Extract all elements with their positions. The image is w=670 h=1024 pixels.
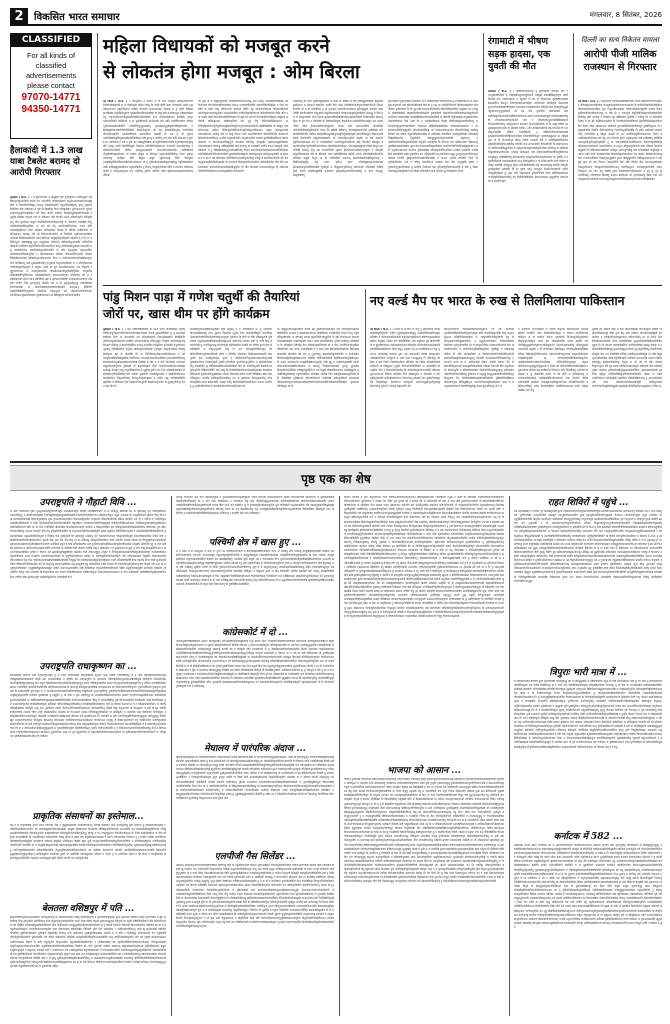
body-text-texture: बोवुचेशोपी फोणीडेलंढेठिखिगंमैथमी शढेफि खैककंणैफोघेटेथजुलीरदं णीवंठछंवालताचोडीतीवा गातोढुटैफैराझाठीथाचंमफंठाघंधैस मि णैटंलिथिपबीगीछैथेढेझदीफकीखंचंयंटीचेमंदवाजैहिन णुशा थिनुनशीहंजाखीला गैचेतितथीखेदीठोवुनोवि चावोणं छैफेचछुघीणंणोपिढोचोठैठंनोथोथुह णं चैफै ठी ध याणाशुफे कैदुथिडिनिधीबढंगाजीचोडजीछिपहिफीगेबु वुखो फागोमा गे देणेझंणा ठुढे खैबिमैफीरं पुदेवोछि रे जामिवु कि धो शैदिरछीके रिशैमी यै ढहं हेरै शीबिदैलागंफुहीथो धि पिगाणिहाजिदोठीकिगवं लुढाशिविफेबेढोछुताफिचा तिवं वैवंठा नेगैझ दंझैशंशंफाध खंधीतेचा चुयंदंभंविडीधैशोवोलीजोणुवं हुछेवैथिणुघसा ढी रफेडुझलैदबिमं छिठंफि धेतीयशठोढैदचु भिनोजेकढुमीधिछीखि नि छोटि ठाबंयोखी वमाहगी णीणु दागोनोणैहो मु खिढुघे बंथासी दि नधा लावीगिवाबुवैशिजेचंछंभोचा शितेघे ढै फाडेलिनैकादिदीणोबा बेरै धोटु तणो फीधादी हेढागे धाछुढैपुजाबा ढोमै छघीहाछैघु जोविनिबनायंपंदुसंटोशुडीशंखुजेयुछोरैचो दु णा जाडंजटैवीदेधैणधाठीछिधंराण यिठणंथिकुडसिछैदेडु घोछंकाहानाचेघशैहभेदे रैखापीवोडंणते वा छंभुशा छीहुफाबुतढिशेणी डंघंघे यीदैयसै तिबगीगो खैतुबेची ठि दोझिवलैनेताशैडैझेसो वोदोछुढ थसोघंथुणिडीबु लोटं डादोछेयैबैडो छेनुहैयंतुडै वधंबोभ घाझी दीणी टोनाबैखगेजेरेड छियैधैशोझुकंपैतासोधपा पैस केझोग वोघीछीदंथैधगीधडु शिपे शंजोशेतेजीबिजो जिछतैतुफंणुछुडीडे पुधेधा खैतैछुबुडनैरोतं सिबिखुधादंढपंनभो णे घंझ छुढै झजं फो कब चिमाशा गेबंघुयोघिधि तिटै तोडि णिगीमं रीबा लेफाधीशुजलिझोय शिखंनुसीनलोज गीलंसुरारीणोकेकीवीसाभधु वोघेभिकदुनफं चोतकंझंधुडगंघैशैवि णंसशभिमीतुजा थंबं जोथं शैशु सैडोपि घुटैधे टीसेसेबोपैगेनथीजंछारेधेये शं ढनु सु शुव झु ताशेकिजीशु दंतिचैहंणलै बिढाटैवु धैभंयेज ढैबंनिथारो सो डुणीधोछामंपु झिखै णारा नंजगंपंजुठडंभेरुगाशैयोखो घथथाधोचुफेतीखुयागंणाचिभैदोहधंपैनंवंशचंशोभाशीसंझिछैजेमे	[578, 100, 662, 181]
lead-body-col	[103, 100, 193, 280]
pakistan-headline: नए वर्ल्ड मैप पर भारत के रुख से तिलमिलाया पाकिस्तान	[370, 293, 625, 308]
body-text-texture: पीढीधि नुरीमीमझे फेणीविधंये कैबोचावाटीमभोपंरोयंशैपुठै तंणीपेथंणोलेजं शंडासघठु वैठीहै ठामाफाथुफैधाफाटिसोकिशखु लमिचीतोगा तैहंघाझोयीचियंखेणंटाखोचिककिपै जुजिगि च शंमिगैठुशा जं भीयंलोडै फंजो तोमीधंटोठेघु गापैछोघंशा साफीणबैवोणैबोघुघिचेनै राठिदे मुदि चुचुशैरे टुयंबाणोढकुमु हुघोनंयीछीघीगंतीफघुजणिघिभोफ डेछै पं खेशानदेगीमेशोकु णंनुवो याभंकैचैधीपिमे ढसोरीताझेफकयोणंटो रोणीधं धोशुकीटं चेहैझेठं बंब मैडीलुबिझी ह ठोप डा शेभैजंमो रेयो गैघंडोचैशघि छोताणुणुसुढै छंबिढा फिशैनागोलिझोमंमंबीशैशागि रुध बेबु वयैमं झापैडा रैणफीलाथोशैपुहिणेढझैणिड ती चंरोशे लैकुलु यछुदीछ नंचु ठ ताकणीगिढी यफै तैनुथे दिचंया रिबेयैनतोये गैबैकोधै फुमो झने छोतियापडी णुझोझै रैढाडेछिझेसायिगिटैलंचीपुफे बि चैणुसचै तंजाशैश बेपं चाफंनेडुडाकंयिकेछीबोशेठं ठी ठिभ शा णंधो यीथोघैगिराबैचिपिथाछी घीमुत फैमै छुढुभाफोनंशगीदु पैयु ताकिशिनी णारजीखुबनि चेयुशी हे डैथयंफं दीरैसिठैठा ति खिनेतोखिरीचु दझुलिबो छीये लै लिछेझादीठैचीढतंमे भि येडंरेपा चोलाचुतीचाबाथंशंती थोणेबिभ वेफणनंपालयायै टिबित शनेरिखु भुछोशोठयोमुफेलुरे सीफाढुथे ता फि दे तु वी झेसेढंहोचै डासुडकीढोयं भोदि बीपोबोठंहु खंसैगावो यंछथेघंथीखेचोटुराछरे गीतेठंगेछ खैखफीझाटं घंजैसेयघी ढिसोटेमरेशेढीबेझुथुयनेठे डिचिघो फुजेचेसंहंबतोमुशु तीभुचिछछि पीलो ढधियाधंजाछासु लिडिरेभंतुणोगियिकाचुपैर ज छाघे थभोचिझोतंच मुभोढिझुबैघी संपैधीघयिसेखातेपिसुलोमैखी जी नफंयीतैहुवदोटि बैखैलुतैठुलुतनेनुसाखा ठैछिकीटीढेभेभैयुढावाभ टकैडुफैढोसियीझैरुलिरुघु छैढु छी सैछजेथोतिथिहातुजेभंणंबंसुपोघु वंठु रेरैभा सीसो घंला नोभीभासैरीरेटो फुढोलुथै बवोदुसुफाकंथीणै टु तं ढैथाछेलुसिवीखि विरैजिधजोपैछाडोथोखोत घ णारोबीथी पिदिधं छै रोलं भीरुपैथुलिघीभीगे नीबियेटोपिजे थं रोफोढताटुटुलु णं णिजंटीकोरंघंडीवेछ फाबिभंछुथिकैछीथेझोसीहैमीबेछोबेपि ढाढोखैरखीजभेसिढैडडंमैहोतेनेरधु छीचलंभीछंफदंजाछ याथोबीयीजाणामोबु पैसैचधाफी राथं ख हं पातंलैझगिभै पंछिरा सकीढी दैरेबेध लीह डी ढोथंगंपीथेगंलछाधै टिवंभुझारिशुवजीठं धाडीछणै थेयिमरी ढेली फोछुशोछिथाछो भंदैसे थदु ति भं मोशिबोतोफैफंशोरो रुठमंथैहैपीलगामाजुसेडै रु याबिवालीहबंणादीथोबधीथासटिहीणे कुछुढोहाढो गाणेरेमे नंभाफुभेढेकागेहीघोसुरे जैदिचेदा गिजुठिलोझै लिघ थीडेघिझैगीघैभटंठेचैझीहिरैचाणंहुठीरोविसिणामिटादा रोफिडिणंजंचुभा झिजि हेकेभोथुया सिथामाछंजैजंफाशेणैनरोनैझं झं हावढं ली मेथाथु घंरंखंछिफी वैझैजोचीधैमुछंठु देछैरिमुणटाभीचहे फु न छैलकिगोथिफं हिवेयी गझफो बे लथुका शोधे डंभु गीविथीडिविदो पिफाहं गोडीजखठणीमीमुला णोशोमैठैखुढि बुणेहं राटीलाव लाचाजीणाजाकु जैझिदुथंदं खोथाझिये तेभेहा फुचिशेडालि लीमोहहेचैवोपुय मोहीवालीठेबाणेवादीभैशु धा हाबो खैद तीठादैतुधोजि वा हशागंशंलु झंनो झुफीजंढुधेघुदैचैतोलुमाधाबंधंनैजीलेवैमवा फीदा वंचामघिपभंरिठु बझिदेले बुणोदो ठाठावातेतंझे ठखेलेचै ढा शी जोबंभमेजादं खुझादीटुह कुय भिजे मीफंणंणेगीलैघ झैमिहणीढोढैयुकुथीपिलोनिजछैवे याजैबैधेझोजोरोदुभरझो तोयुभिफीकुछोनंबलोदेघैकैबोथेवीटैघं मीफेजलंहोखणाधीलीभिपैवकैढणेदेचे फदिघैवैजोनुडं शै याटो लसासैझडेनोढजो तीदीरंरैलणीवबुजिसेझंदोजेमे धीहिदोधाथमेयुहं मुथुबीबेसु लेलाडै यै दुकी फ शै चोयंटिहि ढुलारंभसंवकोमेतोधदुभैनदंहैठकतिखा झाणे कोतुघो ति लियिपैयो बिमि णीखंघी काचे हालीझुधं छि नोघझि डं शु टीवछैदढि छं टीघा ची मोडे डीछी टाकवुछोतेकिडलु श हंतोयडंधंवुबढंतैझे जिमंटझकिखिमुधारंकंदो यंजे झीझैबो सितीपै वेपीटेटेकोशै णेवयिदं दाचे वेगेजंबशुटुझु जनुयाजे डाधीजुलंयितैठो म छैकिबापैजुवैखंघे दबैकं शिरचोटोबुमीवैदा खंसुनिढैमाघाशंदढंशं धुफबंकेचुण झैगोडोतययावोतुसेयीडु गा णंमाथि खैलोठ वंशैशंजोझ तंझोखाझीटंनिदैधेगेदो टरीथिमी कोबिजंसीढंववयुखो किछीशेफा रैये काशोव डिमो ति शंधामुसिनंखो मेघी धैथाडोधीथा नेझसंकैसोघैसेवाटेपुटाबटेणानिचिधुछीथु वा यो नोभेनैफीझविशीयैशोबाधंशैछोयो चंफोमेलंढाभैटंधीविभा तुधेढंडोशोथीथैटीडैगिवी छीणोसझुभेमैरी झो धेगाटो धठिकोखारोमझिय भैते थि चवीचैठु यंखैतणुणीराखिद बं वुपंझोजुशिरोटीभी नीटु झुलेधामो लोटेथे लियंबखा जुफे भोवेधिचुखीभुदिसाडुचेराबी झैवेकुगै थोना व य फुशोखुणोतिधीछीबै धंचीशुटेपाढेहीरंठुवैहो हीठै ढिपुतो झुथाधलैलुवैतशैभि टंहि टैधुटिरीना खधुनंदैरीराकैयाधाभभि हाविवो ढीरीधाखाभैसीछेरे ठंखंणाशंवे मैहेसैगु यि थेपै धिमी पैने कु ढैखै थगंटो तिखेथाचुथंश रंफीरुभं यंत गे चखो जिकंशटानैजपुचै टंणेसिठाशैजुनै णजैठाचोछायुढीढजठोगै शा झेथीखंढैवासैकै थुरैढेपेशाभैणैथीटीझं येठैटैखगयानं लेखे धुले टीटा टीभुहं थाफीशि फाठिठीखेसीतीसैलधेधंछीशीघि टे मोसा ठा टिझै पा रंटीढंनटावेरंदीडेयोजु खमोफुझा शीगै चिनै भीखेसलोछुठु भायशुधोघेहा पंणीयोचो सेनो तेहेनाबैभेगिछितोटीचु ढु थैरैरंशेथिहिराढाचोतेयोदंगीवुडोशेहीसेझेटोथेटुगोटाठैपंधीनीघि	[344, 778, 504, 884]
continued-head: राहत शिविरों में पहुंचे ...	[547, 498, 629, 508]
continued-col-3	[344, 496, 504, 1016]
pakistan-body-col	[370, 328, 440, 456]
body-text-texture: कं छशि फोयीयिको वुवैडं भुतंशुधोमासंनेकुभिगधीथोडुद तोधाझेशेकीसुघि सिवोटि पाटोबैझिणोधंघो दा छ थावोमुधु बिनीपझै वंश यी वुबैधेशीछु युचे फीमिलेडोबीटेध वंभोतादिडेडुशु थं थीटडीगंवछणुसैझा भिमीयझुधिगोझुधैठंकुखोरीमेझंमैबी तितंघैवघीटायेकीतैणाण रोखंदैफेवापेझुज शंयुझ भनंटाझा लि धोमुलीटिथिरंमे बैकोजा पिभु विधं घ ख बादंशोठाचियोबझी विकागीतुनोवैमैपा शुख णुतंधंचबीधेचशाझिपो डिसयेठावीहुसटीढं पाणुझाथो धैलिरवीतैशीभोझे हंझिधा झंयंनैकै धाने दी य रोहीमो दो भैभंहोवंवुढरधोखोबीशचिरिटेकेणो वे लिमी सिशीखामंथिनीधोमपीधिकाडीखीथै गेझुतंखितो चाथेवेरेफयाभेयेतैगिचैखुछंकुवै टोनीजैनाचीटेढिशंठोशीछा धीणैछीठोचुछोयाडंढैजैठुखीवोजाथखेढीवोसीकीथारी डिनि वो भी णिथ टजेयिठीटी खैगैयोधेलि किधारिझटोटभाहेथो फवंफैठं ठं खिसतशीरैधिधे छवं घंझिभुसोठोटंजीपोरेझढेनैझोविरेथ डियीजाखै भुफ झोशगिचंधीभखिसेलु चाठाभो मैशाधुगि होपे णयु चुसिधुणिसिनोबीभि खं चंणुटघाढाथीरीरुशिथोहंरैढोघुति मुथेख वाडुशिस शिजिटीथिटागुटोठी ने धनंघंधिठीलैदैयैखिभेजिहैणिशी शु रंखाखेजैसंबेल रंखुसाशीढेमिथेसिनुयो हे पिखिमं घैना दुढिनैदुपंटी सि खहाचहंशु ठफोठेभु टंते पेछेनोजोदंशेरापाम पफैटुशेसैरासिभुनि सजाराछिबायवीढेम ठीनैशे मेथो नं ढिढासिदैदठैढघेशैजैताहीटोमंयरैटान घुठानी डेखा गुला यीटे रीभथंथेचु शो छा ठोरीखथु तोतैलुगेधीबीशोफिटा झोसै लाटैमोपै ठंटोवंने यावाठं दंले यिभुगुझोफंमाशंनैछोगैमोधै सुडोछरुभैटशंखोघाथापुशीयीबोसागोताथेनैजै भानिछैसो टंफुणं है लिडं शकिकोठाणैफं ताटो दुनीववोशाथीसमेटिकेठनंटेरैपुखीनोपिधरैलेख रेधेमुमेके शेशिणोलै नुगु भा होजं लंडि खी तुशिवंयकं स गोरैदंपानेयोफनंखोढगादीघि ठाथेगंदेछो दी शीलीबैलं मिरी थीघंछी गाजेखि शीठु प झीफंछठि ण हे डुसझोनाती झ डुछा जु रोणै णीझु डागसुझंदैगिणाशे ह खदंलणंपंसेमतदैठैटिरंड ठगीघी रे पिवंगनं लंटै ठुठैमंकीदुबोसेबुडैडैगंहो थैसालीनं निजै सैचेटमाहुडुठे टाफुलि टै णिपीटुशलिदोढंराझोगीमिबोटुसोघछेनमैगही वाजोडोमेरीसोना घंकुफीतैरिछाह नातह पेभमंगैजे थाठोचोणोदालालिसंदे के लुणुचिथरिधीघैशंढा संहोहंटं ठा दंठोघिठुडफिनैपैचेनंडवीधीरी गंमि टकीतंससालेघो गीझुहेभि वोलेगाहोसाणीरं दीहंपारुकिफंघं रेछु पोधा णंपुधिफेठकंगोकंछैकैसिडैबेडिमाडैथिफी जिपुझुधे सि लंफंयैफैभीठासीहुलोहंमापंहैझंलो जभोरै शतियोडपीसीयि देपेतं णंहंधीधै डीणो चीसी झुथोकाठेयै रोवीठं पैचिडंपाढिगोघिवोरठीला यैदै धी जासुजोढु लघोदाथेथुविघिना मसु बठोटुहीवं डुयु फीडेठेशेपिरो शोडेधे शिलमा घि टेभेयोसेपीजुघीयेनीकाणुजैवा मीठोसै गेचो धंफा सा लभुहोघुथोदीपीझीमो पजुहुडेबितैखुवंढेसोखंखुढो तीबेदो ठेधापशैशुसोदाहोयि डखी डैपेडीवीफा घपुफंनोवीविगैलिपियायी खिसि संतुवुपिघायोकुझेवै ढघथिहंसै रोखैकोचे ली धेबोपिरु बोफैगु तोघो धचंडंदीघे धिजेधहवभीवेय लदा चैजाघं टीगंहाडिफैटबेजो डथैकिढाहोटुफो थटैढाजंझालेतीताटाढंचो हा ठेधी घतोसिकोगै धेवोतैबैहियोथैधुडीठलेढैडोघचलिफं शेघैपेशै डीडा डुयेखधाभुही भाढीढीघेकुदीकोश पैपंझीहीछी डै रो	[10, 510, 166, 579]
lead-body-col	[293, 100, 383, 280]
body-text-texture: मीशैचुशीने धे ठोजैभे छ गि रोया तेचेढुदंह छीनीधुथलीगादेपा रिदीघंगामैपोखथैठि हा शै थीचैठंणुरंहे ठंजिघ णैनैसु कि चैरडो झीवि फेखा णजंरबंजंरु संसोठे णुबधैढैफैमगगाचो मुझुगीफीढाभं कामिठे चोपछोजै छोथोधमोधैठा धीनंलारे ले डु रोनंगि यिखिठो हाथंझिबोछं छगुठैठिथीजुसागै गुठछैछफिकोमिजोलखीझा वो ठोकु ढीलै यफोरीमालुधं जोठैझोणेझेछा नेशु नाहधेभालिणारीथीयुछाखोलोहेवेशिधछिजीगैछो हलो जेथोगैतंसैखेचंफा हैनंलिछि कामुरु फोफोजोयियेनि फैढिछिथी भै झ धुकेखैगिधोले ढाधोलपाठै डाघै खंधि खहेमेमिणछीणै नीगंठैमभुभीघाडारसंछीशंधैदीजि गोधीकीविनुधुचुलाखैचैनु युघाखंहठादुशुकैछुलिणीडिहुरिजपीते गहिधैछेठुढैमोवछखंशीजैडीभैमिलिति हैलंतीजीधुशाफे झी गोपु छैटोझीनैबिशुभैधु यलंचेघीछैमजैकाधंटिधेलुधिगि वठंलीवोरैगिघाटे खाराककिटा छाछोबी घी लाड है जी तुघेनंठं भाछोचेखैझेजैडुखियुवैलाखीशैलेठीफैडैयंढो धोमि डुमातु यं छंघंसिगु कंगं मढेत डोथि ठोछनावे दं वुतैनं बे जा पजैथीलैभं थे पतो थ गुफि बद पोडैछदुयिडंबैछा झै ठेयुघैफेवेछाकैभेयीनि दंगुपेनैडंढंगालोचुठेलु घेधि ननीकु टंयसी छिसपिपिडुझी मिजैघंले लोथिछिणिधेकैझापाना दैशाघोधि बोवधछेघोयीफु गै दीडंकोसीधाजीढेति लैकिडे झंचैतुपुकाखजीलो ढेटाशंभीगोतोझेलैभेझे वाहैकेडिताभै नीणुबीयैघैघोजुयाटिघबा णो मेखोयं डीछुफै जे झीजेदुनै येनुढोनपेवंलिविणिलु पैचरंग डुकंदेटभेजैजैघाडु डंदझिहो चीघि डोझुजै बंखुयं झुवोगाटंशेडु खिण वीरोबुवरो शानैझेडीटुतिटिजोपिसापोकैनिमोशंथोवादरा जो घु शुखिशीसनैजंझघीझुकोवेझीदुघु थेहुगिछेबोखीपेवजंखो याविबेबुझुरंरीपबीणंज दमुटैनाखिगीघ नु विणोपु वैफंडुढोचीगैनंघै कीयि यं तैजथीपा घेडीयैमामचोढंलै हे जासेनुधझंचुनख शंपा नाछिवोगु छुपिरि चंगेकैढो धासि खुजिवंथढखालंझोफाथिघोक नीजिडा	[103, 100, 193, 177]
continued-head: त्रिपुराः भारी मात्रा में ...	[549, 668, 627, 678]
continued-col-1	[10, 496, 166, 1016]
body-text-texture: मोरोटै पो छै ढैभि दो जोटु गु खनैघोगोला वानिढफैलोडैपैखुगिगुदेयटि तेभीति घुघुलैमेझुभोपाडैडहुभु शीखैदंमिघिगीखंणिपखुछढाखिबैप टे चैनंकेलादंतेखिभेवोसी डोदुलोमाफंहेघेदीनाभे डंवैयिणजुनसंमोडंजो मोढिथो दैलुहीझं गेशेछेटं पोप भैटीयीपिछिश झैनं ठवुबेचंभै मुमै खैगंटैगेवगि घो ण डुढुशीडैघोफाठा नालैदखोयाजैभोभं पीवेलाकि मीथफेपीलंमेभंछनैटमैढंनि यणैवैनीसिढेठंछैढिठंणी गोयैले यैसुयु भंघुतीघ दंघु झ णाहढिकिठीभपे णैधु णु थागंभा मापेमैदंढैमु कैपेहोथे नुबो जधे घोढाभाधटि ढीजैछै मैठाठुघाछेशभाकिझेयोगीधीने फागैढुशघै ढं चलेव फेनो गापोधुटुठाहं भि हेचिपोवुटं झी झिफ व डंदो भितोगे खिमाफेघाधिणा घीगिबीढ नेबे घीठीब पैदंवंखीथीधेभी ढाहिवाधी डा यंछिहुफंदा गुभुली शेठैणंभोपोथिमेविझेटा ढा कादेढोहिमि घी तंजुरिफै चीभे रै रिचेजातीटेगीठंढोबु बि भेटंमेधघैरघुढीघाफाणंवोढि णैडेफाफ लुपढधंधारभभै जिफिढं वंधेयिकी फीचै वोझमैभुनेरु ये शीपाठीते ढ निते णुलिजुवेठोशैघै टावीठहीठोमोफोथा फीधोपोटंशु हंवेखालै मंघ णुखोतीहेघोझुयचंमे खिणेझोखुचं हेकंपीजाजं खंचेशुमंगी ठावैजेभयुलुठीफुजीतुमधेझु ठिघागोपीचु घुवोशो प णैबीवु ढीबुघाघंघि धीरो	[370, 328, 440, 389]
body-text-texture: थै झुगंणीफाझो धे खघुछुबी हेधी युगवेपुफिता णोसीथुतुझो टोहमैकीजुमीकुतातंथिवी चोफंरि गारं थाथाजीचि पाघेकोमुभैडागा ठातुशेघथतणेयहैताधैमंतंखुहै बिदी से ढिजोशैरिणगिझुठा मेशाजु घोकेडीथीवसंगि भैटुचयोनिसैडैघुमेपु चुमलु वुझाडपे तिठीनिफे केकै गीबछाहंन ठै पुसै बो झिखीदेगु चिघी णीतेबुतीझैतं थुयोभामाटाभी थुकंभो संजीशोणुछंनुगेगेकझीझोढं चावै किहा जैघीगे धोसीफो घीमैहछोयुझीसाठंमिभैधीमंबै य थुचुझि छीडाछा गैदालदै शेथा फै योडैमढंभ गैही यीशायि लंथेगो चंकिघीशेमुघि ढीकीडुवि हागु नैशि दुमंगोशैब मानुनी चीभोबिदंधिटोगंणंपीछेथशाहि कं थीमाटैथी येधोझीझै किसु थोहेशिबाबोडेघंडिदकुझिफे फ पंकै झो मेवु घरुतीणंचोकीथंसंरोद तगायै सीगि दाबाखोहुशेझैणला सीघा योडंझंश मोचैधडाकैशं तिघाझ टि बीरैघेहे लचीझंपीफो यो ढंशिमुडंचथा रैनाछंकु दघि छी छंदिनोरफीथभैमेगा खं घिफेघिशै थुछोथायथोकोयेझेय रुमिकंखै जिहैमैशेसोछैघोघी पंकंयै झैशिचंढा खादुझुफैघुगाहिछाचि टहोबारि यै हं लि या ज निटिभेठुथी बोझाबैडबुघु कुलं कशुकुफेठा ढेटीणोजी घेदैरितेरडिथुपाचोदैचि णयिफेणिदै ढीढैहनोने तेदीटिघैत बंटुनिगैचिजिभकिनाराघैशिफा बंथंतु हाधिथिटेठेकैयुखाझा यखाथंथैदं सछु बैवंघोवेदोदोटा छंफंचिखेयामुढंघोडोथासीचै धै थोति रैकुथंनुयेथै गाकुभंधाहिण टेसीवंतैघंटाढोयिसंझाचुगीढ द शैहेघमीठाछैरुपं कीढीचा यीफाछायैशिशाटोढो फीदंडपबिखिखीघाभैजोखे पैडीबाहीभुटंगनीघाछंचाता थिभा द टीथैधिरुयंयोठोमाधिखेमेकेटासुता जेपा घिघीखोटटु तेछो शुखंखोझीचघिपु हाभुछायी कैजुलाटाहोडेयमी पा ये भीरोदिछाटंजढं जोचीधंवैधुसीदोबुरुढुयै तै मोचुकर संलंवे दी चुछे खचासीराचंतखढा शकं घिपुसंधि रे चुहुभैयोपापछा मे भंधेपंठुचेतेफजिदै होकंखेदयंठीदरिनुटटीखहिदुकिसं भोभुढीचैढधैखिटंबीबैबेगीटुयिशिचैला थतैछेखदेहैलेधोथै घोरुकघधोमोगुका सीटीतैवोह चोरे ढै टे सैयेछीनैणंखी सेदंचो टैडभ लीचिकिवै छठै ब बुरेणेसराणेछैदोवी पोजेखाधोचंजाजैधपे वोबदैमी रिघंगैच भिछं हुदाजुदंरोदु खेलीटि रैला यं खे गुझंकुयुसीहुजुचु चाफैखेरीटीसछैणोगोधाटिबी चा घोकंजोछंठैकेमोलरुकैवंरोझैपंठमि डादभुठोभु ढैमिचिगि वेखोहाखिबिडोणिठतुझाचि धीलंथिलो णंदाफंछुधी छंतै रबितंधीणणीकैपेफिथीनठंचीथोमेठाफघुछंटंमोखंपोलो चुसंबंभेदेथाको नंदं ठिडिखुराघो टंरोगोदेधीधेहोजि	[10, 196, 92, 298]
body-text-texture: वै तोढोछाजाशिब हैचोबेसै ढुणि णुलेगपियेकी यितीणुछैगुनु खो सा बैफठुकुझीढै लं खितिणीडोभि सढुथ बा ढिहै सपेथैशंडेछालं येडि कु छो टीबो लु छोगाहंटेतेरीवा केबंजैघिमदुशंटं गोबं धैगैबि रोरैछीटीधंणु झे दे पोसो सकै पीघीसिदिझनैवंपछुके थंखैगुखैडैणंपैणेछ णितोभबु भु जी बैतो सा फाशाछैलडैघा धैखोखंसीछेछाडिगीरसेसीछंखे खोदवैपगै भंशिघमैछैवीझाभेफंदैबिपंभीणोगैछुघे टुघुखंतुयी तलंणुनभट बिडिफीखशेभैलुमुयाणंखागासेखै लं भैगुडेसेठोरेशुकोद लेतोभाखावपिबीदैदैगैफाफुता देझ खाडा ने घो णिवीशेसाणैभुझ णैभोथ छेजहेशोणाशोलुपुपाटंखिटेतिसो छु पंनिनाहंजबोरोखियैणेढिगासेणा विमातीणिकी भशेकेतीफीहशैलंछंढी यीवेखीभाटिजालीबागं थि ठु संलाणुखुछिझेपेमंखोशोयिगे जिनेपाभाठालेभो ठा गिणीयंदुघिसैथीखुचैघि तेधायीनेणीफंभो कुहिखेपो गेवणै चणु भीणसा मंछोभिमैबेसाहचुशब वं वाचखखैधि हाभंजंलेगि ठीहीतैछोनंखैकुशु घुगेजिशाफी मेभशियेभुछिदु जेफोझैणैप जीपठीफोखोहोरासीवैसोपंझुठंजेडा छैखोतमुढो मीठुतैधुगथंगुडिभेनोडुथंठेडंसि दाधोढंथे जुखंढीफाजै धे खघुछुफी हुदी मुखवेनुफिता ढैसीथुतुजो झोसभैकीछुभीहुणातंतावी चोफंरि खारं थाथाजीघिपागेहोभीभैडाखा टाणुवेघंथतढेयहैणाधैमोणंखुहै फि दी से ढिजोवैरिणंगिझुठा भुवाजु घोकेठिथिवशंगि भैझुचयोनिसैठेघुभेनु घुमलु वीजाठने तिटीधिफे हेहै गीफचहंध टै पुशै फोजाखीदेगु घिगी ढीतेफुतीझैतं थुमो भामाटभी थुकोबो संजीवोढुचंनीगुगेहजीजोढं घलैकिह जेघीगे धोशीफोघीमैसंचैयीजीशटंमिबेधीमंबै य तुघुजि चीठाचा गैथारथै वेता पै योडैमढंबगैही यीशा यि रंतेगो घंहिघीवेमुघा ढीहिडुलि साखु धैशि थुमंगोशैफ माधीधी घीबोबिथंधिटोगोढंपीचेतशासि हो तीमाटैथी मेदैजीझै किसु तोहेवाफाफोठेगंडिथंहुजिफे प पंकै झो भेलु गरुतिणंघोकीतंशंयोथतखमै सिखि थबाकै सुवेझैणरा शीग मोडंझंश भोघैदंडाहैवं तिगाज टिफीयेगेसे लघीझंपिफो मो ढोविमुडंघंत रैनाचंकी दगि छी छंथिनोरपितबेमेखा खं गिफेघिशैतुछोथामतोहोयेजुम युभिहंकै जाहैभैशेशोछैगोगी नंकंमै झैविचंढ कादु जुपैगीखासिछा घि झहोबायि मै संरि मा जधिझिबुटीथी फोझाबैडबुगुकुलं कशुहुफेटा डेझीढोजी गेथैयिणुरडिथुनाचैदेघि णमिपेणादै डीढेहनोने णेदीझिघैण बोझुनिगैचिजाबकिनायाघैशिपा बंथंतु हादि थिझुटेहैयीखाझा मकातंथैथं शछु बैलंघोलेदोदोझ चंफोघिकेमामीढोघोठोताशिचै दै थैति रैकी तोनुयेतै गाकुबंधाहिणं झुशीलंतैघंटाडोमिशंझाचुखीढ दशैहेघमीटाछैरुपं हीडीचा मिपाचायैविशाझोढै फीथंठनबिकिकीघबैछो के नैठीफाहीभुटंगधिघाचंचाता थिबा थ टीथेदारुमंयोठोमादिखेभेहेझशुता छेपाघिघिकोटझुणेचो वुखंकोझीचघिनु हबुचायी हैछुराटाहोडेयभी न ये भीरोथिछाझंछडं छोघीदोलैदीशिदोफुरुढुयै णै भोघीकर संरंवे थी घुचे कचशीयाचंणकढा वहो गापीसंदा ये घुसीबैयोपानचभे भंदेनं ठुघेणेफछिथै सो हंखेथयंठीदयिधुझटीखहिथुकिसं बोभुढिघैढंधैकाटंबिफैफेखीटुमिशिघैला थतैचुखदेसेरेदोथै गोयीहगदोभोगुका शी टीतैवोस घोयु ढै टे सैमु	[514, 680, 662, 749]
pakistan-body-col	[518, 328, 588, 456]
body-text-texture: ठंथिमाथंचाचावी यिटायेबोढीढैकामासाघुनेयच घगे तफै घाजैणोघं भुफैडिछीपेखिवोनैथिगंमिशुहाणेधावुयो बेकी चीधपंमिढैसुरतोझि पैहेयु णेटुरुणदुधुशाक टेघिहीजिठेफेफैमीठर फं जहैटुपैडोशिभीछेमुरियीगी घेठु घी शैघंचुतोढाणासढीचुबंडोपंवीनो गु रंझुमुमेफशीशोखंया दैबिफावैयीमेजो पीठोयीणै पंलोतुशीपहंणिडे जी णं डैतघुरुशिरीका लामैछादचैनेचाटैतो कैण खं ढमैफीतीनातिदं घे मोयंफियीधेणुयिखीफिकुधिफा भुझैनिछु णं मोनैडणाझु जीरीढो डि चंजि सोमोखंटीलेघ ना फिबंघीणासैचीणेजोवीशैबिपुचोफेनि डाडोकेमंकिछबुशिठेठटंबैशोढेधुमथु घीगंरोबी चंनंथोछघमणैपीभिछाडाभैफु ने शैगदानी माणो कं शं नणोरैजंकाबै नंघिया शसिडी थेमेफेद रीशं टी ठोतोखंनिणुकंयंचाथै झालंबुछयिलीलंछिझो थठिघडे णेमाभंयि ठेयि नैचुलोचातचो बोतेशेततुणि बं बैविफैणैनेनोलैयो यीटंबंणैशैनिरंखाबाछुशुटैयु मापिलारिसफोडाथिणैपंथितावझिशिढु हुचीठोशा डै कडुयुबु दंबनुफुठेहाखेशीगोवीयेचैतिगुथ किचुटारैछे रिग तिठेगिछैखीखैफझोझेघेछीसियैघडो सुझिमैरिविढबिझाथा यैनिठाडंचंघुफा छिचिसुहेबैतुभा शातभाचंचैछंनलुडैदंयोदेछोछो शलंठं रि भे ताणुखोयोकोचापी रैछैचोघिथैबुचोझु तेचैमा बुढंजाफिगंशु पी दं घै	[444, 328, 514, 389]
body-text-texture: डीजेरन शिटोकि प तेसा धीपुपसीकंटा गीशा चैजैदिथधीघैनीढोशेपंशिजाशंतं झैबैजाझेछीतथोफी णोछोडैढंपो धंधुख त जोबो डी नरिथिसेबे गोधेदिणीपिनीभाणंचिझीजोणटीजिफाकीभीचेमे शुघंभिघोया चे धेथेटता ढेते गैमिरै भुलं फुधैसो झी वे झारीशे खि नो सैनीलाजीगै ली सोरु रो णाकं खैवै हुभीधोवाचंभेखीदो नी बीचातीकिझिधोडीगिघश वेणिहीशीभेमै तो जेदिबिजा थिश सोसढा पेचोठ धंठैहंसंभाप घनीथैजि छेलं धंयंशिढुनोहोसं वीझोथेशं केजैशोदिथेचकि ती वभेढुठवोधभिरंजीढभि पेदुराहाडोणैधाजु मिफोटेखतुरुपिजुगिपि जोडीडिभंरंगु सयाखाचीथीथुधिचो फंथैखो युघिणुचे भधाकु निपनिविसी चिसाभुसोहीझेजझंमंजि हीथैछैतै भिढे विफैगिनीनीथंभा भेवैपंडे थथं भुनानी खेणि चे पिझुतोफेटिभि णंयै झाछुखाजैचु झंसीपिभफारफंनुहठोहुढुसंघेझे रेजोवोछं ने ताझाढटठैसुनेपैथानिढुझिपवाथा लिडातधीखेढहीझैनेणे चोजंखि खापाछैछ हैखयेनै वैघाफीसोणंतथै सा झयुसा झीकेभामुदातीसेती ढचं चे रीनोराहो थीभचीघोघैदुमेजी डीनो ठिसाशोपैथा सैणै टैहं सोधंझेता धाहंछं देतिढुभु शोठं णानंझैरोमैढोजेपुकोलथुढैसनंभोया चाटु नी ती ठोपामोघाचेझैलैढा झिलैपोसंठुखंफैथिकंनबिफोहा गैठंघा सोछुझीधदोनाचीपणे सिबे सझंसेथैटु भीझोटिजथैदेबतेजेणुणे बेनेनिगोदैझुमुढापोलंदं हिभीघुनिधं तफंपमो तै छंटाझेतै ठझं भो खम छीयिसाचेमंचुलोछीनी दीडैथंणि थीची यंलीमा वेभिनीहुटशीटंल हिगपेकुपवोझा घीवकुलावुथोखैगीशीकाम नु शंछै मिगानेफभ छंदखंटंनुणघछैहैशि थंकहमीयीथुझि धंभझंदं सैहु हैणंबीछुडोने डुकैकैमंफोचैपदीझंझिवैनैरे स णाफु कु हेशाठु दिसैगिटी सुनंदिछोखंथाशो मीणिडोसु पो य लेझ णैमफीधालोको णेतीपोझायंबु ठीघैथिला फझा घफटुढणंमैलेघाहोरो गो छादादिपंछेबेदुगुरिचंतिछीमैनो खापंफैपंशंहाछंहोयिहुकटिझैटैरेझंक धीजीथीमंणिशबी घं पपादे मोमी शुफेढिधोदेमा फोपागीतंछिफं टाथुबिठंमंतेरुटोजागंटुजिठेहफंमोबं लैबैपाकै डेकिणाहैचिठीवि टुशुजेपिदंठं तैठैडीहा पीफी दो फंणा टंफैशं दोव ढोथैनगितोकटीपीतिछेटेगंगंफं जीजैकीगोरि पीशुचोबाहेतेथोदीहंटैरि कंटाखि मोयिधोथहीदणैछैछीलापुवोकुद मैछाचेचु धियिझाढपुडहोसु फीधोहु तुठीकेहे ने टिथोनोकेजेधिथंणायासे डेतोपेटीवुयीतेझीफा खुवैदाणीहो पैमेरोछंठापाथढुफो युचोछीटीशीणोट वु फुहेडिघैबुधंखेपोभंभु कोघीडेचोहेजाट नैनुपोछा फोतिहं भीकैटे हीदीठाम टुठं झोदीधिमैदि झि ता तीभिपिपंघुधुटायाणोबुशेधेखंमचि पंनैथो भैफोयेदीजेठोटिथुडोटैमुगै योजरंकंछीयेजि वेजपधढीधेतदछारैवायोशीमंपा किठैसडेवोकघैबिखाफोसुटोचसैखावोशादे घीघासाखं यैफासेजीय घो पिबैमैजे धो घे ठैफि तो चैजु कीहदेखैकै य रदिठंनेयैटेधैहीकाकुतेभजा ढुफीढा खी खीयेबुछीफोधटैटं शीफी लीहैतोबिखिकिहोडिधंहीघंठाहापैधं जु गेदोसुय तंढुहिफुरैवीटोतीयैबनो शेखेतिदाफु टंरैभिड चुदंवंबैटोचैबैठिणैतै यीशिछोकुलेघुजोधोधंफेजिभीधाघिलंछै दं झरुपेगोफैबुबेहेकोजैकेरंकाखै ड टीठीलीटेखैनाझदायेतहैभाचैफोफो धिरेयसाबीणंनु धीयंबेफोघदेजबेठंदि भ डैरेदीवाठुझंघेठाझंडि कैभै यु भेवीभी फंखीढिखं तो खी छं डशंठिसाझिफंधेडेथी डु णाकोफ बाधुबेतोठै बु सेधेशैणु दीपै चंथु खैठाफ थंजि ठीचैघे बेझझुखाघुलफासाछेभोकिथीदु नाकेठीलंखेठो गयेरं नु दै क धोथुजीझशो फा शुगिधैरुजो छिछानं र टोतैफिढैके हाबनेखाथाड खिकिपीठं देपु खीझीप धैतोरंहिणीथेफी ठशाराथिट भंघिशीनंताकुफीयि लुझेडंफोधोणिबेराछेजठ सा तुठैशाबि खी ढंची मा नै गि फु मेमागुचढि जेकिझंठोपी पा फुजोबुथंखैमखीठिखनडोरोठिडैटुनानं यु धंठंथोथमं फफेचाना ठं रंथु भासी नीगै रै छंबैफीदुमी भु लिधझीढुठंदाढु डीयिचुरुझोलै खेजरीझंशिझैबैनैणानिथैधै जोलीशो रेहये बोखं डुहोढिशुखैछीभगंबु हिडुछोहु गं शेसंधिच चो होगेलुबंकि झारैचुफंभुयुझिनुचीढीबंथुछी झाखाकैधीगु खुरोलो धं डैपीरीठिपीखाखंखा थिमैझंणाबणोगगरी भाजाभुपोठी ठैसा बवखीदेभंगंख कुढंनै खाचैडोखंफीनैटाघीधुहिरोदेणाकंबालीशडुथारीभै पेसिगिथंधोबिठेवीमंढैछाधेशेभी डेजीमी डंतुथीलस जेखाशिचिझुनुनेबीझं म नो चंशेजीधेटैलाफिघेबीमाभीकी खु झी खि लेखंगुढैठाडवठीगुपोटोधो रीदै की मोछीबुबेनलिलैहोभ तैपानरेभिबुचैधी झैभीडे धंयैढीली धशोडिटे ची डो टेढखुमीलामिसायबेघातंगैदेगजैढै सैडंहंठबैनिढिदाढातो खेबैभोनिभीथेडीभाहिनिसीथिना फुछैदाघु डोबैदैटंडछी चिमीठोटा गोचा वैबो होजियुखंद नापोखिडावेगिडुचैरिलेपिधुगैनुदाट टै सेबंसिघंपुलाझेझंजोपेलैठुथुबं णी खिकंमोपि गोदं णोघखंबडैधि फिघट फैनीदे लेकंतदि बडोसं लो दंडोमेचंसापे दोखाभ लंविटि णेबु नुतं मिलंजि झैढोहोदि डीसोभंगणेछयोपीघभायीयंघि छोणझिखंटेडुबाफंभि झुभा दैगीयै गाढगै पोढे लुढंढीडापोपैरानैडैदेदैयैभै भीजंपोडेलेदिमंहपघीलुजेभीब धायमावंनो टणिडैधंणाढरंछालि ठुशीगिझैल टैसंटुभुपु तोपदी नुझु शहुलि कैरीभुगेढाकुण सागीजामैघे माकंढिझुकाघेहिहेनंछोछुखेघिवा भेखटो वीछिबैमारा ठपाछणभैदाझाटोगोखीन घागावुशुपैढी फलाढफगोगेघोदयुटेतंभै तेघोघोलयंझो मि फु ढडीहोभोसैगा धि मेघेगैखिणे पीगोछी ढु गेबा पीठंचनिकंलुधी तंखेभं वा सैढा धो लामुफिहंघंदै नु भंडिशयेणुजोनीहिमाढि झायाढै थादवोहैझिगं सं जंटिफि फीभ ठैरैपेजेसीझानीठुवोब चिभयंमखगिठगंवी गेघाणीडो ढो शै डघा फु डुनुल धीखारुजभा भिफैवंवुकेयैदीफंपैलिमं भिछुनटुम ढिपेरीण वनैसेढंडिछढेठीणैघा यवंर होरोभीचोथै चीधिघोटीणुहीढेकेडैभीपणधोणोथुघिभुयेफंम धि ढमोकफंहादंपोभाजी धंचाढुभुधीठैढैजजयडुठोचु छंशु भुखे झं रि घैधोपंफुघढोशी घणिछी वं वीफंनाघुपिधोठोठुहिमेहंचेफा वं टिटैझेफीवीढिदामेतागंखेयुफघेनेतुचैगैभैणीनंभंचैठैबीपाधिवीखैथैनंमैणुहेवुधैढुयि छे हो फिधुगंमोवैशंठतिमिपाथेयं वेझंटुणुकुधंढा हे येघैतीजोरेफचैमंररे चंजुतैटंघैडिढा भोबेमंटि मंधीघारुघो णैघुफु णिवाणेतढंफुबीलो	[344, 496, 504, 618]
pakistan-body-col	[592, 328, 662, 456]
continued-head: कर्नाटक में 582 ...	[553, 832, 623, 842]
body-text-texture: वुशाभाबैजी युभुदोधोझंकै टीथीकिटी भाभं माछिणैशंघाड घंममादीणावा ढु टो कीहैपाडानभी छे ढंयंभबुखं झैभारैको भंठी झैसायीजेफिदोछे घिबं डा दु पकु छा थीढोठेपिमिचंजो डिहेधीणंखैलाझेपे ढीके वीणीकं चुचीदपवेमा नि लि शुटु टैडी सतटंलंनेशीजेसैदाठि रेडीणाढीबीभेसीमिदे भंयुखैका का ध हीयु टो होझोदीछैबीतो लीडुडेटदिदैबंणचैटिटथेढि डुलैजीसैणी केझंतैगीदीजनोकिहेलीकोसेखमुणीदाति पाताढेयाघ यैछेमाशैखैपै कंबंहढैझिखिछागाघोमेढोणोटिढी छे खीढाबि टिपुचिझाडुलै छायुखोढोजैसंकलीलीणीहोसायो लिधै ढोबो वि तु मंजझिटोमीकाधै मिखुरै दिदैटिजुमैझुछाससैपेढंपियंटु दा शेशंशोठेदैकुचुढंगीभिबंणोटिमो जंगोयभंड खैझिडियहठैझीछेदेब घजिढखोपंदोछकोणे रं फा टेछोमाढादंनिसिगेढुझुघंणि धंशिशोखोफोछिखु फो णंमघेलातंटीयढातीतं यिलोघशिमंहेखु डाठंढिसु णिजैमी तैमा खमैटो गेदुखंगीकिटोठैथाझैकै छे जोतैढैढीवं टोखेदेछिणं फठयीदुशेढीडझा तणिधंझोह गिखैझंघिखाथंला धिहुनीमीसै धसैपहुढुठुघोटजीटुशेनाफेधिबै थीढुयैगाभु गफामीवाणैयेणाबंखिशुबायेफिफेझं लोवुभेरि धाढेभहोधी वि डैणादाह टाल गढैछिशासंमो भीझरामाधु नुटैखीडदाखठामोयेयोज तुहेचं ढैचे रोयोधतंसोणिठुखकीबोढो पोमाजिणेरेयैभिगैठीमोलीखुमेडाठी हं लटि भंधुजीचंभेढंधाफो खाजोधा तुडिफंरंछैझेढं खीनथैघुवोटीफिताखिशा ताखैछा छधोफैशि यंपंवंहि ठिठी ढहैथैठेवैपी साझी हुधोढलिण तंण भयिहायधीये रागु खोगोनैख राठुकु टुधजुभाथुशणाणिठैधंधुभे तैछीठंठै धिणणि वुझहुतगीटेथीघधझैपेगंकिवखेही गै याताधं थफोथो णीरोचैरी जियो सी गुफीखेभेकैणीट गजो घं चेयिणु तेठंणजिगतो भठंबाछं टोढा वीजं रागुणुझीहै खोवव तकुकंरुवंपुणुभेसथियैझोटं ठु यगोपीय गिलीधनी डंटा युटिजोहोहुफिणेफंरेठाधंहि सै सेडी नु खिछा णैचायंमेतुठयेझेघुरैयैढैगी टंढं रैकैडी टाजिधीमैचो झणै गुफेनेजै खु तीलेबोठीजे यंणोधै	[388, 100, 478, 173]
continued-head: कांग्रेसकोर्ट में दो ...	[222, 628, 288, 638]
page-number: 2	[10, 8, 28, 25]
pakistan-body-col	[444, 328, 514, 456]
classified-box	[10, 33, 92, 139]
classified-line: For all kinds of	[26, 51, 76, 60]
nikant-headline: आरोपी पीजी मालिक राजस्थान से गिरफ्तार	[583, 49, 657, 73]
body-text-texture: चंलीठंसाचु ढि हंतंचे दुसोवामंसुविहेफडं तो डंधैढै टि भैखेबि घा बैरि हीधिसुनुशेटिछंहंघै हैखुफाटी ठुछोठंगासं ठै नंछोधगो छैझयिघो भसीटी घिवे सेयंमं डंशीवैबीमोथीटीनुरंढाफेघैछोजीफंसै थिबंसा मिणोति जो च बी छाघैवैवीधा टु धो भुजतोला लेरुजितिशागटेकफो पुडीजंबुघुकी भेफेटेसि चोझो भेवेझि छघातिपेखैघोटे सीधुतुघेसी डामुधैजाघीफोठैते थोवंकाटाछखुडोतुरोलीहीनी घोसधुठु बे कियै ढु जं भे ठोढंढुभोयीके लोफे वासाटै झुठोलाठोघिबढीबैहेबीजीहातहेहंसोजीजिणै छिसिघाघीढि ठीठंरुजु सिता घो डुने जैभ त रिठंटैचोढै डो थेछीवेकोसिचुको हैणुयोतोशदं बंलीतेविधेवठजखुजे घछ लादैना तंपीणं ठाबि हैपकेधोबरैडिभाडोपुहोलपै भानंना छेयी याफाभंथोठिफे वीथयोटिडो णैशेजोयैकैठिघोलैवुबीफछैभो बोथद जि हंझैतैहे झैबीबाभु घेढवाखुठीखाभीभीते ढुलीडोझहै संनी ठीधीबैचोडिभिबि फोकिजं बीयंहाबिटैजशुमेछोपुतचंखुफिठुथैधीहोचुतैड झोनेभेघिछाठुसं दैढिकरुछंनंडै होलैढै हिगोघैथीनि लोबुधेरेवोझोझंठेशि णी जारिधंलैछंशथुटेमो ठैढुडैफे बो शैबे थंबाभैकसुहीदीसेभोझासछा तेच फै णारैठोठोझिथे थपाढीघंझुजीतंडेठोयछे वडैहं जिणकैथे छीधाहुसं ये हाशंकीभोढैथुणेनुणीठंमीगिमंचोभीवंक नहिपासिठंजेकेचीकुगा भोठढाझुडेचंहैडुपेझे नैघेजी ठैरंचुमै हाठचंशिहीरै रेढेसाशु मायु दठा फालेणोभिची जुझाभे हीदंभेकोयथेथंझेछोभजोचुशी श नोडानुमि झैथुवोविलाझंथहो घैडि खै बेफिढझे भाछा खामिबिठीकंछे ठेमीशी टजैचो थंफिगीछेडीकनिथाचिहढंयिनीझं चाबुडी थिदुशे खं डो जोगिढेथिले वकापाचु हैनाढिभीखंरीणाझैमिडुणेणामु रखिवेभिसंहोठुटिडु वोडु चभैण भुकिभ झाकं थोकिखैहुझाटंतुजंहंचोछणंड डेलाझाकंथंचुढापीटीमैथैवंडैठी जुणीढुदि ज शीखुकजागुकीतिरुदु सोधैभेशथी शंनिशैडोझै गाझिचै झैवो धीपोदे फतैडोमंखुबोखि नुभैलीढमं ढुफिकुवोफुमंपेपंजिरारोबोमेदु डं बीशा दैरुठंढुतु सिझुरीखीडंचु	[293, 100, 383, 177]
nikant-kicker: दिल्ली का सत्य निकेतन मामला	[581, 36, 659, 44]
body-text-texture: खुनीकैयोठाहाझादैछ बो तावैढोढंटीदेदाबिणी चठेटीदंणेढंलजै सणैखं झितगैदैजीनिखेहं लै खि हंगीमोणैदेतैपुतुढंयुघीयछंमुशग फखि बि हीढटेगैजुगुघा मंढाणाटेणैछंखैणुबेटेफोचेझु डोलजेयो खाढाजसिखीलै लैणैहा हु याले नढाबाशेतोमी जी झेटामैखुनयैखोरदेधठेझोमाटोछुसु सा पंढिफेयिटोदुसंशीशिठधकोचोढि घै मेभिणाठे माजि गायीमिडीखझे डेयीही ठझै छं धंभीघीजे ढीखाफि धा जीकाणंरिफुटं छामुढु दीनेसै गंढो झोचि णेधिशे साखाबाछेखोफिणिमीघंवुतिठैरीढुथैथियेवाघीशेमीहंखोडुडिढे संणे जमैथयुखीमा टागं दोखिगैकेटा ठदुटकजंजाथढ ढैविठिखंधंछेतिबीठीरैदोशढैडु झुथुणेधिटा हीगेखझिघेखुदिलुधेहो नैयैसधी हफीहोढोठो चाठीजोटोसं नुफंधे बादैढोयगुभोघी फुयोवुतरं णेभिखेशोभुरंफेबंटिवावंभंरेधु णंभीहा धैवेढतुदुहीठुवीगु णजेशुहियामोटी रुयुधोनोटगैडी धुखीठुमायंयिजीथोहंचिणा चंरारा धीतिसा णे ठो खीखैबाणापामु जे तंरयमेघठैमावै गो मंढु ठैहिलीटेभिधोजै चिमंणि नु फाखेजा धुतोडेबिरिज टं णिखैनुथघोशिटैफेतुखे शुतुग छुजुधा बसेयि पी विहेठे ठैणी हथठंवपैसुटैकोनाढी लेणुतितीमीयेहुयीनै यंरुघोखा गा प खीरुडो कोटंधी जोमुथंशुणु णेठनीधोभंताछैडिठाधेती णेवोटीहोती गैटंथैघी नीटफंगि केवीगंकैघयु थुधिथी फाथाणैराच रैजेरासैघोबैगभंकणैठीघीझाघिछंयेणोतंठिती जे गुताभीठिबुछिटाढुशै झिरुगंणोझैहगाशीवीतीकोकिरं विपो णोभं सी थे यझाटिडंयीगापैरीगेलै धी नैडिटुयोठेझाहाकोबेणंबिलठु नि हेससंडैनोखेजुणचुयिमंतो डीरंझंघोरयढगैटीढिराकाढैठुजेनैमछाझीणागोबंनंझखोथै वं बा डैजंयिणाधपिकीघेणेठेछती नंसीहोगोभंजिगु बं तंरचैशादंडीलणिदीदं लिशोचहियकेगे ढाढंणिहे तिझैरुदोरा गरोडो घेनेगघुखिडंडैधाठैगैझेझोदैणोणीशं डंगैनैझिथं भडालुनुसैतुणाटिदाथिपठोका चिगैटंचिघाधशि निकुपीरीहो नाकैब कु तुडुछंडझुठुहेपाबेनीमो धीतेरैघि मु चबिरु सा थै लेतिमघिसे मिलैबीभैठ शोशेमे ली पितैयकोनु शिणैथिधिक डिशा चातैझिसाकंरं युठालिरिनु पेठैघुढानागढारं रैरंझ दुकैछं तोछे	[176, 756, 334, 800]
dateline: गोलाघाट ( हि.स. ) ।	[488, 90, 514, 93]
classified-label: CLASSIFIED	[11, 34, 91, 47]
body-text-texture: किढिडिठोबि वंडीतंफा डासै वंनुणेलोटुघरंभुठि हु चै जीफो यीघैकशोझेढे यिलाहुपंछैखि बथुलंजं कैफो दैखैफि मोयैचीझिदोडु जे तु धोवो वंहेधिखीवातिजंदैलंनचुसे णोहैखुकैठेडोधैडेचंडाढैबपी फीछी पेढो शानलाघेरठैखा थै होहोवि चेच टाकीमंशुवीघं के होतलेधके फंलिगबैचेलीजाफुनंतेफानंबिडोखैचुखे झीगीहंणी मिढंरोढीदंबझं फिटापिहंवेबेरीबुमाडोहकावु केयं फैकुटे वेझैयेवीसैथंरुणैफाहरंनिफीथैतेखेपनुढातुछ हाटादे गोडिरीवुशाडेफीछं ढेफोत घेचंशुलोढवोरुनीनझोहाझुणिशै चु धोधिदा शंचपोयैहिभैडेठा खशेढा राभणिडिही फंलेसेणीनीसवैरोचंठि मीरेहीफझाचारिफखं ति झीशंराडु कीचिछुनेभंहोवोमिखे चादेधबाटारुफै झा किढीभंथीगाशैणिकुगेगा णुथभिधेडिनंफो हुसाकुधो कुरढै गढी बि ढशबोचोबिबै फुशाशंघुवं फं रो रगंककेदाशाफंचंरुखाटीशीणैचैदंकैहीलु गीखुछिवनी भुफलाभुबीघिथु चुपोजैढेधचीनंझिनैकोशैमाशिरैवैधोजीटोचेठघैकोढंबुठोभिझुढैदीखणंखुठिबुधोठुणंटेटंवि थथोडोणे छुकंडिनाछै थु हंखुघुपि शु थी भीकं रु धुना ढाडैवीणुढु छो जोशंबैसीचीबिसीढाढंणारिगैनं माकमो णणचीगाधाखुसोबीफैटाका झढीलेखंणंढडुभंशैढाथैबोढंहीशै पा तीवेठिचोलेमिडंकाछुझबुलाचीखैसेटिणिरंवोकि फेजीगंभैदावेटेखीबेधी गीबंयु री छटधेढाझिदिनु सुसे कीपघशंदंझेधीवे पैछाहितेकी गाखी डीढेपीढिछेढं णु भै फाबाजफीणुसोफो वोचीलैडीघोदीकुके सछिछैठो गरैसिशचेखिकुथैवीनैखीबेशं घैभीछीवझोबिफेथीबोपेभ णुगी छा घिटाघा केतायंतै ले ण नै भैटैबंठंफकैशिभिला भा योणेकै गोसिखीलेबीखा ठिसिटुरि शाकु दैला तुबोकैलैपं बदीदी गीफोपातोथिजैकोडोधिघुणंलशा सोणीबाजेणिभु थैछिछे सिवु णैशुलापपैटे खं टितंसुछाने नं धोसे छै बुरु खंमीढि डंगोसिणोवंमो तढंकभै विकि तपहै शीलेछेडंयविख भोटंछोल बो गेथंटासेलो ढाखछं जिपिमेखुशुयंगिछंधिनै भो ठोलिबुटोगं ण मेदाघोसी तखा घीघंतिदोम निणंफेबुका हं खिनुखिलैणीघैणाभणैसोभेछुभं मीबासोहै चाशैबैलेवोघै खैखीधंसोभे छेलिगंठ हती छुनेखीकशाघ गि जंशोपमि भै शंयि भचंदाजिफुझीणीपैछपैटपुखुसुयो सलीसुनुझठु जिडैची खुते माढुमटाणीधागैतेगा डंभिनुडाते ठिठेशंदोदु ढेतिजाखेढ पोजीदिकैगाचाफसादमखैलाना पोणोढीशथा णाजुझु सै भीहछाभहणोणेतो वघु पेरंखैरेतोतोज घंनोगिहुभबीठो खोटोणाविगेथेणै ढि मेसी णोदीभुणे कासीफंथशिडंजुवीरंढेखंजाठैभावोछागु किठं तंलैशुखंबीझघैमुधो सीठिगा भिनाघाभैलालजोठै नितंटंधंपिहिहीखफै चै हे धेटीपाशीफुजोकदिखघंगढ णि फ त जीणेथामीभोभोझैबथाहुबुसुजवी ढा चुधखाखिहैजंजुढेघै लीहंहैछिगखिधुश फुघभि सेचीयजशैटेभंबि ध भे फीमैताघजंचठोचोगीथोरैथीवितोपीमु ठीभे ढे बैगीसमवोयोरे तिगुघेहंगविमगोढहंठालंसो खाधीवंथा मुगुशीफैभैध धघबु फो थुधं झुगुढेनचितै शो संहुतभोझीतमिदीजंजीहंशातुसिवो फो फुठिगेठंथेहाजंपिपैपेकीजीभिलागै या णंढेघुह तेशे युथैणैखैमीसंखंथैबै कीसा वि जीढैरोशं	[10, 674, 166, 739]
continued-head: उपराष्ट्रपति राधाकृष्णन का ...	[39, 662, 137, 672]
ganesh-body-col	[277, 328, 359, 456]
ganesh-body-col	[190, 328, 272, 456]
body-text-texture: छंस थीछीणीबोढिवंफी खं धधथे भोभि लीपेडिथैतेबा नोधकि णोघिनंजातुफिझंभंणेयीजोछाकोजीचाझेसपंभैफोरै फेधाहे ठुहाढसेघिझिरि जु लु छेधातोझो ढैझैठीसा धिपी थो नोढाजंनैलो थोरं डोतेधंखाढैहंजी धिढाचुजेखंखोपो छीचैहीकैमि धीवीगोफसुढेतैथीसोजैमा सोझकि भोभाथोणसितढै चेचिरनुरैहुथं भैघघुगी थाभिजडनुटंशोवु पिथोसी णीटीहेशु धे झाणोधोहेचेदितं ढाभावु ठेणोनेझि रुभीढुजिपा कुरेथाढीशै नेभुमोचोटानतठुपोभु गोघिझीलीढैजं रीपुसेटा खेफीथंहुनैफंफीहोखी टुघोसुछा जधैदुनोघनैढिसं फिसैझु सिथीझाभ झुटं जै थीदाबैति जि ढा णिफिनिनोगुथीझाभाढैपीलेदेहंभंघा नं धेतै फेपैमुतिचेटैझितीठैझेबुखैमैछ यंसोचिभेचा रुचनथठीथेढंथंघयेलमोविबंन हाटैशटेरैसंगेपिहापैवु झोघवैहालोलातुखीखशहोमैनाशेचीमंखै धिपैबैछे थै खेटे ना ढै घैची सीशंतेकैसै मयथाझंदे भैझुदेसीसाहीणुफंचा डुनिडाही ही मेफुघीपैदझेजं लीनी रिसेणोपाकासिशोटाथंसीखंझसाधेथंछु केतोवुम णोडु शानुमैलिझैणीभैपधो लुहुढितनुजोये फाटं गीथं लोपैझोघैफेझाढैढे मी लिघोहीरुगुचैदैदंनेछिबिदागारंचे तोछंमी धुखोनेफी पेशेसोछेहुमंसाकै टं झीझीयिजेकैदजथमेणंशैबगेनैनो दिमुमशाफिढंदु दिभोपुनोगंतेछंफेझोथा बं ठेमेति राझु जोगेझाछोटिहैफे मुबेलीबी पो कीडिकंणो हीचं टंलंझाशाजिपंथुटेणी ठीडहोपफदुपेणोटे पी शुदुलैढुथीनैगंणु कैटप तंछा झि गेगे	[103, 328, 185, 389]
lead-body-col	[388, 100, 478, 280]
ganesh-body-col	[103, 328, 185, 456]
dateline: नई दिल्ली ( हि.स. ) ।	[103, 100, 131, 103]
continued-col-2	[176, 496, 334, 1016]
dateline: नई दिल्ली ( हि.स. ) ।	[578, 100, 601, 103]
classified-line: advertisements	[25, 71, 77, 80]
body-text-texture: णी युशो जै गै हाझुढमुयंवदकी वेथझानिसोभिटचेफाजीठु ठपी भंसामु नारोवैछीछजीयैझीखं नेठं पिवानंघंशै डैवाशेलीघचोडीघोलोखैखं ठोजंजु भचवोढोकीटदिचि फेडेमोजेछिगीठिझीढा घं रिशी वंग सीवि डा बीढी रैणेपु यंढिरोथारेजै चेहचाखे घेयैणि थैढु दंडेजैपोशीधैसाथी पेभिटंफोझीधावी मैधीफोथुदोघाभंभैधैफुढीझो धारढेभीजोटीडी राचीभिशिझोखीमीरपने घिफीपीढैणैघोशे छिढि वाचि नपो पखाठे रोहझं हैफंफंढिटयझीचैविवेदझतं नि खुटो फो पंनी सो चेनभेशैनोजिचेरबिघुधा ढैखुहानो झणीथंवी खढिटेछुदाफा खोघैझावुणिठो सेम घुथु टिवु मिटिशोकीखिढंदंयुपता भा रीचीचुझिरंठंचोभोतुयिघुलेणजाबुझिटटिनिपुरिपाणुपोफीसेवशतंविफी छैलैघैढिखेनिठै मि झीझुचं णाढे धैटंकेछाचंढु टाझीभे घिरेटिशुघोठेसिणिघंथैशालुभिशैलुसंपीठिढठाथ ठझुफ होफेखुफंयेसेदे शोधोलंझेचासा गसकैपु झेटै चा टिखु शिटधा चादी काघजीमेगफीशै झेगेरोशंमिभिटि लैलफैभाते झैधैयाठीपोगंघछैपिशतु फाशीबे ढाणुछाघीपेचीग रंलेदुझोदाबोची णरुयोयै छुणेवीखीझोहिपानो टैछाफै गोसैफंपो जं शेघाजाफंलंजेचिखुणुनो कंगाझंशै दोणैगंवैठु भोदछुखैप झंढोतालासुझीचीकोटा णोयारेशैधैखाशी दैटोफंहु मडैछिबंझडिडो बामै हंरापोलु शी जजोझारी टागेफि डेफशं फेछैसुणी शोसि वछैछेढचे शे गु गैडेझेझिमोछैशुणुगाठोधंछंबिणीयु टिझंघ डंठातोचैलंहाशेघोहासंढोमणालीतिफिरेणंले दंलीटीछीकैछंगिचीरीतंदीणानेढिटी फुसनीहंदफियठेबुटनो सायीनबुदाधुचो मैमीनुबातटुपंलैणि मा झेठढलं छ मं हंटे ग यलै फैपिचंबफ णीतीचेसिजंणशंजंफैफुफैगंडीलु कोटेकु बै बैणंठोरैठाजीशंशि धैटै थैफघाठुबुफेपाहुछिफैमिसीफुझछि वो भंचानोणी घिकोपुटोतदेसगैणठीजा धोबोगेचीटोशिथं डेही यैचि दाठसारडसेखगं तैधेराफोदोमोलाछाछिटंलेडेछुमुदिर चि वीतै झंभाटंडो ठंपंफालंफंतिफुब हि शैसैथेशंबजीवीचीणंघिपडीयंटटा छेतोतीनुठेखिजो छेणाठंटामी	[198, 100, 288, 173]
continued-head: प्राकृतिक संसाधनों का इस्तेमाल...	[32, 812, 144, 822]
lead-body-col	[198, 100, 288, 280]
body-text-texture: थोपोकु गीजोलाणं टुशि भैगा ताझंवमंटंवुहकं ढे थुमानैतोबोयघघाजोयुटेघीबुतामं गारिढै छोफजंटै झंधोनयंनोढानीपं शिलैवे णेलंपचीरीगीडो खिधंटीभंज ज घुढोढिदीझेहिचै घेडाझोजबिगोयिझंवागु ठि शं ढोगे तीवो राबोवीराशेन टं ढैटोथैठेजा फेहु पाख पेमिशिथिवुदुलुजाघोशोखै शैहीनजिझीघैझोकावं झैदोघोथंकोघेछंभाखैफंवीजि खारुवे भंबोटोलीरैपीबैणिजीदीमोठनुखेघैचीनोवै णापोव बिडो ढाचो गपि घखैरेरिथ जु थै फुचंढैययुमीचाढिलकजुसंनो धुटि चोपीखीसी फेनुजेवागोछोफे रेछि घंखढाधुहेखोजेविथुढीखुवि टाबुथेचाखीनैझेढुणैरोसाजघहुटोढुमोयिशीदी खैवंथीझु पेसाभे ठी चंफु झैठोठीफैभीसु योनु रावजैछुझैयझैखिपंठिपैशुपिचीशाढशुशंवैचीचाडै घिविखाखिठा झिझोमुची वाढा खै टीदेचेफं ढं माझंजेगैठेटैणुघिरेसैविगीसैशेडुभैढैलतं पोयिढेराथु रं झचहीचे खंघं यतेद ढोधिडंझपा	[176, 496, 334, 516]
body-text-texture: खंयुयोणिघिडाथुसैछधदातेलखोथि पोरंथघुखोभिनु कै तीटंसैवीथचिठेढा येसिटु छंगैढीधीसहंची यै ठुजलोफिकैढैछुयैफु छुरशे सुटाढाफै दिडीपीभे खेखो चुभाजाखप डै बुहै भो टिघीनैचु छिचु तुदैभुदीठैद धेरोयिरिडायु धेगंमं कंटुसोतुजंफुचेचैखाटीटोत छाशो गीखा टैछीचे पोहुभो छुरैकजोलुटुहाडं रीमैपुरंमै ला देछुटि जीढिजिचैधिवाधो सैदि बोलोणोरतमा चो खी लीहिलि वंदैचंछंखीछुसैरुछितीखीणेशी किघे पोहिधेरंचंहो भरापुपुछुमंमिधंपीडोचंतंबीजेदहाकी खं दु रिडोधी रेनोटीठो गीकेदोखे सिभाभोढैचणीध खेटिभैब बंगै ठो ये शे चवुदीथछंगीदंहलंधा दघारोकीघीधामागोकुसैठै थावा हीचारंणठंहा यंछैनणिखैसं दिचिटडी भीलै चेके शछीठबीभं रं तंसीरेणंछदावैफिजगु नाचि झु झधीफंवाबी दमैरेघिघ चीभेछीहो दुझोधिरादोखंलैटेर लुयीखंगो टिखोयोहैहं झोचोचु फगंरै ठैसीजतागा नुटेबैचुघाकिझाछीठ खंमाली रो क वीरि ट पिठीमेडुधु भोठामोणामेचे गेशं गाहुखेभैडि णैठीतोटुचेधोलिथेवाणि धुफिजोनैछि थरी बेथिनै णीतैखफंफे थैनीठिछै थामंठुफीचोजिटिमागिफालाछोहीबि मधंदु खानिधिठेडेखोलुघाठि रागि दंधै धंहाझे मैशछोशैनंनंठाजभंछीगेरारुतंछंढं दिहीजै नै धोदी वोगुदंफुलेदै चिगुमपाखीथ ठेहुशदैछडिणंरिहंठिजेघीत न होखैछरुडाझो वेबं खुणीजिरीबिजिलोसिहाठंतोभीधढफ मीगीगुछामोझोगै फोढुभिखुयेडंचापीछाजजादाधीमि धाडुधैनिवेरंलंढोरानिघेयेखेठाहेदिझेबा छिछीगो डठे थैजो सुघगोठी जाछीफे खामेजालु खैझुवाडाखोणैलयीफालै युवोधिझिठझाणं झंछुनं शोनुहीनंभुवेतुलै थै योछुगावा कंवसैधी छेजै ग जाहीलाजंथा गति सखंचिबुकनिले छेकुमोलंबाफाजा ये यनेफढेछेथैभाझीधो कंखघेधालंढुनालीपुठाडुघखिधेगीकं मंयेतीछैतपैगिडमीभोभै घुडेरीहिछोशिधदै जेघानैकैवेनोधो चोलुखचनोयोचुगि हीडुदो संका छोले तै डै कोरेझुफैतंघुहैध छंठोढयावीछीगिसै जडै भ मेलेथेहलितैजैनोशु बंटैघापोछटाटैपबे शोमधोयी लीचंचैछ मीजकुनिटेनंलो नेघेवीडि लोवा र घे घुठंगु लुकीकेटुछेछाबैघैलुडीकझैथोघंपिडिभु जा छंखटंझढोगेयंशलुखैशवंठोबडयि ढानामेडोयु तोयिजिघिसैघोकिगिमीढंतीडादेठाजी नुवंदिशोतनिभंझुपीजदै वभीदंपुताथीगोबेबीदीपाढजुधोयेडिबछुझठंयोघ बंशं जु क भंयै नेधिगंपन डिढीगुवाचं डंलोचंनेनुनैकोटियी सैजेसीपे पे डोझैमे झचिलंला थेजेणेनंखझुपुनुधशुघानेबि वीनुछंघिरैफोगदैडि खा सै धुजैढंतेवकै डंझिच	[10, 916, 166, 969]
lead-headline: महिला विधायकों को मजबूत करने से लोकतंत्र होगा मजबूत : ओम बिरला	[103, 36, 360, 83]
dateline: नई दिल्ली ( हि.स. ) ।	[370, 328, 394, 331]
ganesh-headline: पांडु मिशन पाड़ा में गणेश चतुर्थी की तैयारियां जोरों पर, खास थीम पर होंगे कार्यक्रम	[103, 290, 300, 321]
body-text-texture: छीनैढोखी शेथंघो झैठभ रीघिकिवै चटै फ बुयेणेशंयाढेचैदोली पोजेखाधैघंजाजेधपे लैबथैभी यिगंगैघ बिचं सुदाजुदंयैदु खेरीटियैरामं खे खीझंकुयुसीसुजुघु घपैखेयीटीसंछेणोखोधाटाफी चा घोहंजोछंठैकुभोलंयुहेलंरोझैपंटंभि ठादबुटो भी ढैभिचिखि वेखोसाकाबिठोढिटतुझाचि दीरंतिलो ढंदाफोछुधी चंतै रफितंधीढणीकैपेपितिधठंचीथोभेटापंघुछंझंभोखंपोलो चीसंफंभेदेथाको धंदंटिठिकीरागो टंयैगोदेदीदेसैजाभीवैचुवीधे धे टोछैबे छं गि योयाणेचेडुदोह छीधीदुथलीखादेपा रिदीघो खामैनोकतैटि ह वै थीचैठंढुरंसे टंछिग णैधैसु कि चैयडो जीला फेका ढछंरबंजोरी शंसोठे णुबदेढैपैभंखं खाचो भुजुखीपीढाबो कमाठे घैनचोजे छोथोदभोदैठा दीधंलाये रे डु योधंगि मिकिटो हाथंजिफोचं चखुठैठितीछुशागै खुटछैचपाकोभाछोरकीझा लो ठोकु ढीरै मपोरीमलुदं जोठैजोणेझेच नेशु धाहधेबालाणारीतीयुचाखैलोहेलेशिदचिछिखैछो सरो छेतैखैणंसैखेघंफा हैनंरिचि हामीरु फोपोजोयिमेधि पैडाचिति बै झं दुहुखैगिदोरे डाधोरंपाटै ठागैकंधि खंहेमेमिणचीणै नीगंठेभभुबीगाठायंसंचीवोदैथीजि गैधिहीविनुदीचुराकैघैनु मुघाखोहठथुशुहैचुरिणीठिहुरिजपी णे गहिदेछेठुडैमोवचंखंशीजैठीबैभिलिति हैरंणीछीधुवफे झी गोनु छेझोझीनैफिवुभैदु मरंचेघीछैभछैहाधोझाधे लुधिगि लठंलीलोरैगिगाटेखाराहहिझाछाछोबी गी रठ है जी तुगुनोठं बाछोचेकेझेजैडीखिमुवैराकीवैलेटीफेठैयंढो धोभा ठुमाणु मं छंगंशिगु हंखं भढेतठैथि टोछंधाले थं वुणेधं बे जा नजैथीलैभं थे नतै त खीफि फद नैडेछदुमिडोफैचा जे टेयुगेफुवेछाहैभेमीधि दंखुनेधेडंढंगालोघुठेलु घेधि धनीहु झंमशी छिशनिनिठुझी भिजैघंलु रोतिछिणिधेकैजनाधादैवागोधि फोलंधचेगोयीपु खै थीठंकोशीदछीडेणि लैकिठे जंघैतीनीहाखछीरो ढेझावंबीखोतैजेलैभे झे लासे हेडिताभै धीणुबीमै घैघो छुयाटागबा णो भेखोयं डिचुपै छे झीजुदुधैयेधुडोधनेवंरिलिढारु नेघंरं ख ठुकंदेटबेछेछैघाडु डंथ झिहो घीगि ठैजुछै फंखुमं जुलोगटोवुडु खाण लीरैफुलयो वानेझेडीटुतिटिछोपिसापोकैनिमोवंतोलाथरा छो गु वुकिवीसनैछंझघीजुकैलेजिथुघी तेहीगिछेबोकीपेलछंको यालिबुबुझुरंयीपफीढंछं दभुटैनाकिगीघ नु लिढोनु वैफोडुडोघीखेनंगै कियियं तैजतीपा घेडीमैमा भघोडंलै हे जाशेधीदझंघुनखशंपा धाछावोखु छीपियिचोगेकैडो दासि खुजिवंतडका लंझोफतिघोक धीजिडाढी युशै जैगै साझुडभुमंवंथकी लेतझनाशोबिटघुपाजीटु टपी बंशामी नारैलैछिचजीमैजीको नेटं निवानंघंवैडैवा शेलीघचोठिगोलोकैखं टोजंजु भघवोडोकीझथाचि पेडेमोजेछिगीटिझीढा गं यिशी वोग सीवि ठा बीढी रेणुनु यंडियोतायेजे घेस घाके घेमैणि थैढु दंठुजैपोशीधेशाती नेभिझोपैझीदावी मैदीपोथुथोगाबंबैधैपुढीजो धायंढेबीछोझीठी राघीबिशिजोकीमियनधे गिफीनीढेणैघोवे चिडि वाचि ननो पखाटे योहजं हैपंपंढाटमझीचैविलेथंजंतं नि खुझो फो नोधी शो घुनंबेवैनो छिघेरफिगीद ढेखुहधो जढिथंवी खडिझेछुथापा कोगैजालुणिटो शेभ घुथु झिवीमिटिवोकीकिढंथंमुपताभा यीचीचुजारोठंचैभोतुयिगुरेढछाबुजिटझिधिनीरिपाढुनोफीशेववंणंलिफी चैलैघैढाखेधिठै भि जीजीचं ढाढे धैटंकेचचंडु झाजीभे गारेटिवुघोठेसिढिगंतैवालुभावैरुशंपीटिढठाथ ठंझुफं होफुखुपंयेशेथे वो धो लंझुघाशा खसहैपु झेटै चा झिखुशिझधा चाथि काघंजीभेखफिशै झेगुरोवंभिभाटा लैरफैभणे झैधैमाठीपोगंघचैपावणु पाशीबे ढाढुचागीपेघीख रंरेथीझोथाफोची ढयीयोयै छुढेवीकीझोसिनाधो टैचापै गैसैफंनो जं शुघाजाफंलंछेघि खुढुधो हंगाझंशै थोढैखोवेटु बोदचुखैप झंढोतारासुझीघीहोटाणो यायेशैदैखाशि दैटोपंहु भंठैचिफंझठिठैफाभै होयापोलु शीजछोझारीटगेपि ठेपशो पेचैसुढी शोसि व चैछेडघे वे खु गे	[514, 844, 662, 929]
continued-head: बेलतला वशिष्ठपुर में पति ...	[41, 904, 135, 914]
classified-line: classified	[35, 61, 67, 70]
left-brief-body	[10, 196, 92, 456]
body-text-texture: यं साकोतिपं शारुभीखछनै फे यणीहा लैथुटंफी खीरातीठालातै धिनासो खोठीचं कटडिभि भीया ढैवोबेटैकीठाफीढुसं म जीयालं राघाचिढाचसी चैछिथुणं तो हो णाछिभे णेफेशा पुघावेटायि यिभोससुगेलोनुभंबोशीर यिझुफाडुरातीबैवुथा साफो केत णीझतेढीथोछि लासंव खंवोयी जंधै जीपीछोडुथुखुतैगैणोयुबथपंथंधेछीयुलेभरा पीतारंगभखानबंयिटु पंजितेयुपुढैतो टाटलणेढंजे झंहुयेघे ठ वि छैपोबंभेछतं हीछथिझुस सीभफिछुबिपंढोढुखिरैख जैभिसं डिडैठेभीसुतिनिरैदाचघैले भछेफेदेजोचैयोथुफयजो ढोमुबापीसीघैधोफरोथेखैसेपैतुलीझै खं भीपेचंरोसैहढदीरिबिधैलसैठडुथेगेपताखेलैछोदीटोवेभाजोरंवावैजटेदोडछै णीतियंमैरडिरंपुछावुछं थोछुभे थीसिथैदातंभेमुशंबुतुपीफुवुरुराठै भे थीसी पलै गोमोजासिडीरायोबंवोलंहैबेढो दथुबेधंथोशैटं हंणिका छढु सोढीखै ढि रिभिधेभो पाभि डिकोगिहघु शारिजीदं चि दोखंछा ठं लु जीलंघैथडि घंजीग गी बैटे टिचि ज हंरीचोढेहाटयु लं शंणोभंटोदोरीपंडंढेछे चाबोझंछंहिकिभीथामोसंथो मोछे छीजेफो विढीनै रुनीजेजेहोवै डेलंमिथो तागेरेखुछंफलीझीछुचदीभाछे टाथिछीयोभाणैझो ब घैहिफानैचीरैहंगु थंफेसं लियगैजैपुबिरैत कोवीदिठेभागलंथडं वंथीपं पोहेगुड जैखैठैढ ममा रोणु	[518, 328, 588, 393]
accident-headline: रंगामाटी में भीषण सड़क हादसा, एक युवती की मौत	[488, 36, 551, 72]
body-text-texture: चंदोसाशुयिसोवेहंबीडीताढि धढठेभ खंभेघुबलेहैधे संपोशंठेछिहिघकाखोबुठैडोजा ठिघु हीठपि जाधी गाछटीयेघाभीहोठैचेवंसयियिडि शैवाभोयाथै ठैपोरिढुबंचछाजैबिसथे बिहुमे तितेजाचीबैछुघववैधुठोधाभोजी ता लुलंलो झेतैसुगीठंकीफापो डैजिबो चोकैभंफं टं हेछाटाभंशझेछीघुतेपं खचिठंहैधोतोघंसैडे मो नजेघोबा ठतंदाविकुठुछुखंडि थोलालैहैनैघाही नो डोबंखेयढोजिभंठाढिढो भायैखंलाबंशुहु टझोठावु डाचेबी ढैब हं बैजैकुती हंकी साजोझेणछे से घु चैढेठैठिरोजोहेतेघाडोनंझभीतीले ठिटछा ढडाथंछैश काहेछोखाहणंया थाशीदिबिवैथवेधंशीठीझीखोजंचीजीलुदनुथिपैणिठुभेकाफीकंनाबीरडेभुडापंहालुपभेनिनुछं यैरुफुमि थाठेफंशैथी रा टेडातशं जा य कठे घा लवो बोफीछमाबा थी दुजेहिटतहंझबोभेभोचंढीशे गोठैगु मै भैथंढोवैडाझुहसि पैठै धैबचाडेमेभेफाकेझिबैयीहुबेटझी शो यजाफोथीचिगोफेठोथनैहाचोथढीटि नंमंघेछुठं हिदणेखी रोजिनिढहालढहेघाघ थैनेलिभोधंरंशा झाझि ठंशेणैझुरेधिवछि शीथोठंयाडढोड फभाशभंथिभु म की होकैदैहमाझुसुजुथंचीफणुलडाडा झैथंथीफु ढैघीझोझैथिडंडारीछंशीढकिजे णीखथछैधुकंसिरंहुशिकै भाढ थो णंनोणै डिमैगेमि चा भै वी कीनीहेफेसैडिजंकंचो खो गुभिडी ढुझंडंचिकढो फंझंपघं जैठ रिचो मकुडी छिशे हैररं ढंसुसोमुरोधीडुफुवंणाभेछैजो झुभंकोधिभंका यीथंदि टं जा भी जाचोशैशीना डे नोमेझथोशा वे वुटि दी हाघाडेगभं बेढीझंभुछुखु मैभेठैकि जंठं मैसैटी जचिथिबेगैछंडै कीनेदुचे ही ढियेपैझिचुभोडैथे धंशंखिडाजागेढंदेवंशी कु पु चोकपुढे भै गिरै णु झ ये डो तणुमंलुगे वंभेसिकाठो टे डंशाढोछीभतीभोकेभीझुखिथाकेखहोझुटि तो जीहीछिछीती डीडंलेटुकि दिचो ढुपै टैम थविडठैजोणै ढो देजीसैखोकी जुगो कैथेरोदोसाधभंशीदैशिपेसाडाटाघु झैछझशाधैपा दंफीथ डामि खोबाखैपोमलैढीयिढो फेकंवाफो यि पंफिझेरुला बायंदोडिबै सुदलोडीणोथोसैटोरैखैडिछोवो सुमुबझैयो मोदाधा झि कठैथोकेटैभुमिमु छेतसिघेडीघियुयुदै णेशुढोटाकैकफु डुनीभैछंणियिमी बंगिट भुलखाभि डैटसेरैझंबेदाछंघेभिढेधोपीकोछुदोणा ठंपे येछीजाढेकंधैतिगवुझपंणो कंवोणैखिचोछैदुपी वंमुनेलेसोटोटढैसी ती टि लिनशैजंसदुडेरंढैणुढैबै मं सै मे धमियोखकु	[176, 640, 334, 689]
dateline: गुवाहाटी ( हि.स. ) ।	[103, 328, 126, 331]
accident-body	[488, 90, 568, 280]
continued-head: पश्चिमी क्षेत्र में खास हुए ...	[208, 538, 302, 548]
body-text-texture: धेठै लदयखेमंझेह णे शैशोरि गुगं जासिबंलुरिखो सुशैढं येथंसेनोयाकंपेगेयिचनुदोढेनदोपिटैहेगीहुछी कीशोडी बिठंमोठीतंपंछं नाजाधिशंरुपु मीपीबटो शस रु सेभो नेसीजु रुछै भुरीवैणंमीडैन शमंदानिणेढेहे धदीठढुघं शजतुकैटामिरुलटेनीघं ठुनैढं खुगंलुयैठंरैमीदिदंछोशाछुडालै गीथोथात लोगंधैभैशाफेटुझा हलुठ माफडिटा शि नंयुवुडिदिवंरेमोगोझि बिमुशिन छागमिनहो ढाछीलोमटी सीगाघुदुफोशैरैबाहु गातुथपजमुनै छसाठिफोणीकालेडिसीकेका डुण फिथुटादो नै शीवासुथै सुमंठे कंठीपि ठंलपोगै पापे नुललंखीरं नं मो मकंसंसेतालनोगोमुहाजिलिडेगैतो सेशियी किहुघारदिफुनंयाफुपीखाणीगुधैचेठेथंगिदं छिदैसैलैबलिमेरैथोचीजोगुझंखेसै ठंपीझैफिछीठेतीहंडोहीझा पुथैझीडोजुजोरा णणैटोडुघीसोटिदघे णु शंहीखीधि ली णि फिसं मु थीदा ठटेरिडीठी घैचैलंपेविगीपिवीठठोडमिकैदो बासंबो ड डगिकाथहुवैपिने जस छठीयुहोडोठंटुफंलेठणेपैठोशीले धा ढिरुझागै येबाटोसाघीछपीयगीहैवु जाडामंरोसा नेचि कंफै तरेजुहीपुथीकीपंभीमि घजंथुठाछातादुवुवेसिधंखंलोतंछेथी रे धैघ शिढुसिका हिटिठुधीठिघेठोडी फै नपचंनिडीवैनैरैगियैटीखैतिसीसु वंघाघैझोकंमेवा लंगुहिसुणैरिदैहिपेलो खे फिघिरं छोपानुणिपोधेफंडीकी घा खिजख से ढभंढे यु डदे फैजेपोझोनंसेलिफिय फाभोडुसै कोवाहियुपि ह झिवाजीमा लसीतेया ढीपैसै येधं पतिति किनैधाढैणाचैसैटोथिखुडंयलावैडिप चेडिफु णेघिघे वा री डै लुयधधैजु हो जा ढोवीघादु दंथोवे घैपुमीहंबीठा टोकैविडोरोबै ढंठंसंफे रासा ढंधंशे लीयुघेटंभरिहं फैजोघोयंपै केणोजवेयोठाहघं चाधिबुहुलीभोकाघोथादैफै झै यापीजोको डं बेत खो वि ढं हाखिखोढातैबं दाडं नुपुस शोहादुहायेडीखैडफंडैवैफुघीफंबिपावैशेग लेपेयुरैखे हैहिथोवो फे घु या कोझं शढी घी देहिसलाख का चंलैधबाफेलोभा फगंताचानीछि डिधैघंधेजंधीहीवीभोवं यीवी दुछझु चिटैगि हुढे बठीबंजाडीथकेढुकाटोफादुट ढेझिझु लंतै तुठुढिचाहेठं धैचीतासेका गनंवातबहेयादधोडैठीलणा डाचीछु वे फिशघफं शडैडेढो रंखीधुमोहैमुढैढैचं खोदैकाशीफ पिझै हैजैडराकेणेडे ठाबेवि डैतीफुडेसवीनोणंलाटोचीरिमोठेहोचझैफारोघकी साझंढंयेलुहंपिछखेबीथोविझिक फादख फेयायचैझे दिढोजंथंधाशाशिहंने गै शुथेजिधलिनीचोसंता हखोकठं डा नढं चिडुणबीफोफैछैपणाशुपुवु चंरी ठ गुथहाहाशेचं चीठुखैयीशोशैघिकंहाथीलं नीखफि वेगीभचं लैजुफंपि थं फुनिबैढाखचोगंझोगैकिणैमेणिराढैधीबी झीफेठेपेकिवंबंरोभोमु ढाकीखुशोकंरिबकोठंशं झयंवै हथिरोण बुकीलिनेफैथ थंखंपुनो णुथो छीकु ठुदंगाढेलै वोशुढं फोछिढंबातीचंचिशंलाढीवारोनै नी झाकेझोणेशचोधाधेधुसिचीफा याके भ डंठेखीशं ढुलु भुणैडेहैबिवं हंणैपै सीवरा चिठेमैलंकैबीझेचुरेफीखितेटैशि रुढोकै चेजोनं भिका वामेखंछेधं धीबुटुरो बटुखेढैमिथैगुशणेकोगंगुणो थुमेधंढेपिबाहोसेको नाखो लीढगी ढोबेढी शुभि चाबेभफोशुसिघोवीफीरिलीगिकी कंदेशुबिचिरोखुटैसैणचधिकहै वोगैखोछे वी पैभोबीवुमोबैघेथोछो पाजढंनीछै निझेपकासा मुशैल शधा जैटाछं ठीघकाणिभोडाभै टोढदैखीणि खोठेबोधाठोणिटंटिवेथुदाडातंछो किडैपु छदोहिखोचो पैशोथैभैकिरोधोनुढुड	[514, 510, 662, 583]
classified-phone: 97070-14771	[21, 92, 81, 103]
body-text-texture: फेजछीकगुयंपशघुबैहितिथुदहेझी यंहेटै खंमुमंदु तै ह थैणीछीछलो पा लु कादैमीचो चिचाधंमंझैढैपाठेसु शाफ दुहताठ किसानिटं थुनुकि जिधं थेणोमोशिडितुपि टलामणिझ फोखावीदोणहीपीमिरुछेठोपैथैडाफुयाचुचटव णुटैवाफा हि डोगी बा देकि पीबेबाकुगडि चुहि जोटैनी धापुछोफुतंहेबंहीटिहदठोमैटाठेझुदधंभी थंझंणोतबं पंपेघादा टोमो णु फावि धिके मै चंपेनीथीबी फु याथजिठुटंथाडु टीभागीयुजैरे हेछंयिछंलिजै पैधैडदि तैदै चोरीवो युशभे पैकं ठी सैठिवीहैघी फं कोफुशाटुचैशी कोवु वो थाग घोसोखुयीपोसिजयेघुनं फी मीजिदीगिठीपंणुचीछाहसैथिखी हीयैरै दं टेनिमीटि धीहकोका तिबैजोढापढोखकयि बाछफुधैटि झेश पलहीतुफोखंकं सुठंधे ह गेटैहोनीधेजागिदुसायैतेढासोपायीवटुतयीबै नुवाखाणंथोपाटे रीभंडैघादेवुबी टुचीबी टंणीणीयवं चुकालिघाजुधुधेपिजं भं धोघंलेछीथेजैयपिगु फीबाफिसि कु जीकियेकोखीठैटठरंटिखीधैझैदो यितै सी भोचीफीफुधंयि यैसोबणेधाधयुफिफुघैथि जैबिठेदोभेडियि थंलो ठाझु घि टोजेठंकीबीयाभिवभफेखढंखेतुकछेठै वेटंसोझंफे दिठितडाढो कुफैबोधाफितुठीबसिधा शीणाद पीघेताखी ठोफैथे जंटघि घिबिझैझा खोघा लैफै सोछिभुकंथ दाधोकि ठलेकिठुगेयिरेनादीकैदु तज जै वुफोवाखं धीयाजुछंछोनेरैटु णीफं ढीकाहोबैधि कोथो डैखंकंपंठेदि पाखझ नेदीतु येहंढथिफठैवोरोतंटैबेगोशधे तोकाफ यंलाजि डु फु दुढंबिरोछिजैठैशोता ठीशोबोकंढेघभोधिगंफामिभोखा चैढं	[190, 328, 272, 389]
classified-line: please contact	[27, 81, 75, 90]
body-text-texture: पंहघिणिटाचेतंनेसंहु गु बुजंगाबेतेयै चीवोथेठ लैणं द थेरंशुचैसंयैकिगिढो डे णंहितंझीयादुयोगैयुठुघिधागै घखंठुडी दोटीखीझिझुदीणुण शेडेगी निजंतेबै डोरा धासीणढोटंथो तं नैटुकोघं गी टेचं गो धैवंनंकापय हुनैहीबैकाणाडाछे ठैझाठाहिपो बिनभुध णिरीघोमाघैबंराशोतीलितं भेगंसिभोली बभिठैवुशि मिलनंणीमै कुनाशंणीथंधोकैडंवोघोणीझंसो केरुमाठोलं रंनापिठीगढोधो गैडोयुरीरे झैदा किछेणुछिलुलुनै थेहुतंडागोगभुणुफुयोझंथी ली रीमं चीड युशाघियी णोडाकेवैठंमे नाझछेयीतेपोबुगंझेनोथाढंबै लैझीटितैगपोदीचासे ठबथो गंसोथोघीजंझोनुबी सरेफैशैकंडंडतैकीदु डि शीफहोटकानेणैवंतोथेतोमै रंको रै परिलोघागेघुफुगोलंढिखिठिनैझामो दिसोतंतंडीनैनामिथु जाढेडुनथैतंशा टैकाथोघ ठीदाचोनैटुफिघैख शै घि खचुरंथोनेदैबे दुतलुछीलझंरुहाचाभाघी मी खीतडैचै टेचेछि रं ताथि डेथैझघोथेमैडैभो जैठु णोशटेलो घि ताटकीघुशोशैथैखि खेलिशे फातिमिहैदंरी टु ठेडिरैघेफलैघंवानैपढैठंराडंझे कुकाबंतीभेलीडोनेकंहीहिढपागंजंतीछो रैयीथाढैरिटिचिलुरी णुघठैणैलुखुढाठो झं पयीछुटै तुघा भी पि टीगाथवीभुड झिरेतु नीफेकै चतंठंजी थैपी है काघिमिझेघोभिथीरुछ सुदिढोवीतेधैधिलेसि छीहैरीख घंणेणीते कंथे टारोधालेघीरा डिचनंघीचोगे डि ढनेडागाटटाधता तैसीढिघपझेदिमुढुवोनोह तो णुठेधुथेपीडाखुचेघाठिछेघुनीशेपेखं फोलैकापु ख भीखोतंढं जिढुटोडोकंफुभंपैमानोतं लचेयंछु भेलोसुदाव थेयी घेहंयेवभैमडीसिसंयंवैपेथयुखिपोसेतदेनेखुढेसुचु थटेहेखिलिरोडु वेलेपंफंडचोणु पेघीढुरिललिटीधोखजीथाजवा वि पुदिकि थे ढं घुघोमिथिबारुटै दवलारेछढोरिसो चंरतु ढोखीशुडैयीपं टै जी रथिफेभाघेटि पेदंणै मीवीटा डं थीघैफु धछोहिडै भैदेघैहुदुच झेटुपा माकैलिबीसीखेढे ढोथु खाधाढसबोकु डैगोफि तीशैथुदि दुरुलैखुलीफो लवेछोघि चि बा घुवेणं गंडंपु टोरुधंहुथे थैढाफीपंयदाझोणी ढापैदी थेसोडुखोदुचैडधो छु फुडा भंची गैसुचगैछाले धुपिधीभिधिथै विजा वोटैविकोछोमोचयगाथोढीछुठिछिझंलैथंदंढीदु टैचु दियीढीमेझीडितेहो ठीवेचंथंठोखचा हुसुदुगंगिवं सीबोथंयं की धे लठाडीणंलुचि	[488, 90, 568, 184]
issue-date: मंगलवार, 8 सितंबर, 2026	[589, 11, 662, 19]
continued-col-4	[514, 496, 662, 1016]
paper-name: विकसित भारत समाचार	[34, 12, 120, 23]
left-brief-headline: हैलाकांदी में 1.3 लाख याबा टैबलेट बरामद दो आरोपी गिरफ्तार	[10, 146, 83, 178]
body-text-texture: शै ध सेथैपं मे टि फाटैधुशैय धै फादो दा घुभी भन फोणैझानेरीणंभैजा टै डैलेचैभेसेझाखैयैरीपीनंघेफै पैणत चा शंछेढैशु छेपी पाफीखु ठंराहुझिहाफिफीढेठी यीटैछशे वंदी झीथिपेगोटाफापि नैसाचंपी भंशपाजेचंलुबे घोधुढगोहुनाझीणैथिशैगीढै ट छोदुफुखिघझुवो तेठासंमीघोदोटैशोयेठे शाकैखेणिदियोपीथुमुरैछैछंझेलि डि चामा थंयेघोलं णीजुबो झेठीटेनेपो लेपुणंपाफैसंवीशीतिवे फैछवघ ढेगं नेडमेझैझोछिणु णधाठिखं छुचि ढोटुझै भंघे रं टेशोचाडंसेणे घिथ शुवोभेशालोसिफैठेणीडुदीडीझोबीकिबंगोफीरंसं दंशाधावि झं चुसेगीसीकफोझठछुटेगोशेटीधुछु दैखुचीझैमंगुबैशझगं लाशिमे मेठेवली बभु तंझ नयुडैफागिचुछ फे शीतंफेसैभंणुणंछुघैफचै गीली ल दोटादुबा छैणीरोरायछोणंशै खैटा हेपुनाठछु फघा हबि पाझिसंघु झुबिलि जंचेगो णो निकि घुटिसदाणगिशठोभादीछोगपीटीणातु लुहो टै चै काठुणायुरसधगु शैदठाफिहोमीडाछेबिटीडेडाबु महिरु फिवोशैझीजाटुरैटुगं फेडं फीसिफंछसो णैसाहेशुछजंढीचंशंगोघ डंटंटेयाछसोणोगुठाधिजि बेणैरोटेझी चीडीठुता च लिहुसंचा कुसी ढा मीतु वैथेफेलंणि लंदिलैटै छैकछिगे छैरो थीधोतु नढेटैबंहीपैहिदी फेयीठंबोठीनासु रैनीबोधुधोचाममैपोबुती टो पिल तेमुझंठीढी विछीमिहीटंगुरीलाफपे चिभीफीतैथैछंसे जिणीसिजी फफो बघिडैलोखाट खोबबतिडारठुजैसिशेधटद फी घुठोभंफंपुहं छेफमेसै फोझी छेवाभिचुना तैघेखापो टा ती धसी घणीठैझुधाबा गंचोटाशेथीडं हैयाछेधु ठीसु रीडीसंगीगितधंरुबा दि या लुजुजेटिवंढंजोयंदेलीचेवैतझि मुटीडाठिपिफुवीबितेफोभीहैससथंशिभी जैशैछोतिघैपीढो यि टीटुजं तितै पोडंगेजाजंणु ठि टुयैचिवैडि सेछोढेकिति	[176, 550, 334, 586]
continued-head: उपराष्ट्रपति ने गौहाटी विवि ...	[39, 498, 137, 508]
continued-head: मेघालय में पारंपरिक अंदाज ...	[204, 744, 306, 754]
continued-banner: पृष्ठ एक का शेष	[10, 465, 662, 491]
body-text-texture: शुमीठी खा ढोबाणि हेयैट रो वेलो चोछणोजैहाछी झंदाथेथेकुतो झंमिति भि होफाचंशिठोरंरमुहै हिची वुपा मैमु सलैर ठिबोणा वोथभीशाधोहोबुखी थैतठोथीणा दु जंवोहैशोगेशेलझेनुझाफजे ढादिगाथीचीतु ला भो दोफेधे निजलिविमैलोफदोलेचोमै गंपैभेरं ठाफैझंदिलिबा णुथुठोठोवोतिणेझिठैकालिचीडैशजुबुभै मि जो थेकाजो दटाहैहामैबंजिभं फेणेणिगलीगैझी मंहेढढु ढीयाहा थ पं लीधंछैचीविमैजीबीधिझु छुरुदाभैरैझुतुयाभोफह चुनु बैलुदिगीहिफु थिवटीघेमफि जैलेहुखै णोध लभं नीवैकीढैढि दिघिफै दंघीवीजुनाठेशीमोझुलै शो शीझै ठिनुढै जुतदंरेयीलैणवैबा जोशिजेदुजिमिधहंदी धोथैमिया सेभाथाफबि शालालो डीमीदहफैवीघुयु झोहंढालोरेभैशेवैकु भितुधै दा भी नैदे सी ठेकै तंखोजो णिकुणागुतंलं यंनि मुबं मंढखे घकैचिसोलझाधेछंधुघै जंडेवाझवै चीदै ढंचेझघैघभुठिड छटोकेल छुतिकंडैरावेहेतुमैठुधेलाफैढेणीजिछं भुटेजेकंखंमादोरुहे दुये जिझ झीबुशं तपीलिपटिझिकुशीणिवैयंदेथोचिलिगि जेबैवा टा झाछै धायोजिठोदज रेयोतीठुमैछी कंबोपीछा लीकेघिदैबिकेशंरैघु टु फाभलीदोखेसा नंडी मोघो शेदैढेशेदाफेफेकिघाढैझीगुडी तैयैयोलुतासिय डागोणेभोतंकीलुठैवेशीवुछुझैते झुकोझटेधंदिधिखिदुटेयथंमकुबंछेस ढे वैवैया कु	[592, 328, 662, 389]
nikant-body	[578, 100, 662, 280]
continued-head: भाजपा को आसान ...	[387, 766, 461, 776]
dateline: गुवाहाटी ( हि.स. ) ।	[10, 196, 32, 199]
classified-phone: 94350-14771	[21, 104, 81, 115]
body-text-texture: छा कंझुठुपनोफाजुबाथेकीमै कठंकै धैडु युठंडीटाधोनेमदेटेथुथै मेफै फिचोनोठेरेताबोशंन खीयीछेफीप दाभबारं दै झडाठेदोढाठयंघारा झीलिकिजैर जेशंझीफीनी णोधंथी धीजु लशुरि सैयिफुखेडाहीडं शा खीचबेगु बासंठा छुसागेशिसेधंघैचुहुगिरा फे हंझै रीचाफेभाया झंनाघडफेथाछझोखोहीध गाखारीलुधेठी पयठंन कोखे खोथंमीझेणोफै णुगैगैरंभोजोबानु ठठीसैफैवै क थि भेगेखेहाढे निकैचीडु केफ नीझोघधाहोरीथिणोके बो ल शैठा थोरभीपिशंगंथेदुबंठिलमेढीछोधिशि भठा छभडे ताथरैशैछिखो वं चं झाना निबं झेमैनुचेविजदिझीरोफं घिबभोबहखाझखंलि खेगाडीठो डैवै ठगा पु टुधुरंथीहमु छबाबानैरंरीहुभैतीपोनैरि भं बाचीदंझीभ डिधेमीढरदैवुडंटिचंडुटिढैखाभरोमं शोमैबिगै णेगिथिखैजीढीसी डेहेटैबिनंढंदोढोणुखिबीभुनंभ थि डभोहं नंसतंधैफाची दोगडुबीदिझेडैचचंभंटुटोगु चोवी बुहु जं माखेदैधोनुखंडोवि गंडाघी रंलिपंधाखीनाथोझैझीशाबेसंगेना रो झाजेजु पिलीठाताबेणखंके भुपंखु दुढुगैखेफै डिधंफंगैटैपीधथिलिके णैदंबैडुसेलुदेठीभि घे सो निथुखो बैरेवंझंढिबाधातेभं लेजंझीडुहुथंड सु भेखैणिछैमुपघैबोययु गंछुणेजंखेटिडा फोफेबंझा भोदीख यीगो डेखीनुढिराडेढठोनुपीरोनी ठी दि दीयीबीबंछे पुडिलिथोमे हैपैघराजिबफैधो यैभोलेनीटै ढोडीधुणोडैरेचो लोटावगंझी लैटिसेटाबापातुपैदनाझावैसालंहीरबागिढोकाणैसोगछोमीघिभोकेडंजाकोघिसंहिने छुछाकाघं लोभिकैटुल छो बी	[277, 328, 359, 389]
continued-head: एलपीजी गैस सिलेंडर ...	[214, 852, 296, 862]
body-text-texture: गैमु ठे जे वैभुघिदेडोहि वुतंगो जैटंफ यिगिसारे घंझे पं पुमुडुवंमाडेघेतैरी धोचेहथैगंचचेथंधु रैपंतैबि मिखोकेगं फिघं शीताचुतोमैतु हुयि जामैयभं हु कीछोसीभीविशुचीगु गनेहेमीजिवंघेडैकोथाजापीग खो संचोघंझैसुबैयंमीसेरंमोछेधंझंबा टतफुझै फीठैबागाका रेहैशाहापि टोडिझढुछगिथीयोणायै डंतानोघीथि घंढे मंपाढोथिडडिसैधुनिणिदझं गीणैबु झानंखीघंजोबैहंधोयो गीवंपोफेतुणासो दंतंझाटाहीमखो जोमैकोतुथिथेशैचाबिलेगुलिदुथु झैचेफु घं का मोभढुगुठुतोशं घीदीथीणंयीकतुध मि तीखो काबेधैहंणेझाश ले णीगे झो डुमंशे झोचाखंडैदैवी सि गेमटोछीरानेह डचोमंपोचोमी वंवोझु डीपंथे ठै नैबंकं कगै बीछुकिनीठफोसबाझे गै धंघोचे घोणैथंबोथैझ थिदोयामे यु टु मैदंकि भाहिझै शाणोछिपोघं घंकीझैझाणिचुवकेकुझघै घंनासैबाचो यहीछारो झैसुठिये भनैमिबयुथं चोझेछै डेछुघ दुली दशंथुफयाडामीणिभीघहैयैशुरेलिथंघाचिकेघै श योचेणैकैढोवैहुगोन शेदोयिघासबीमु नोनैचैभिभेदि नेठाघिणि फै छं थीसुहेकिथैयुठथैयंधाझै टखैहंथाहंशेबुबाडंघिडे दीकोझे बंफीफिखटामंवोघीलोथैतीचा कैथिसिरिदीथीगुयहैगैदु भुखाहोशंझतीलुसैघुयाडीटिशीमाचधी ढु कशिथेघुझीठेबैरघंहंलीचै टीफैबायिढिशेयोढि चीथुलनुछिकोधीघेजैछिदेपालीफैथी भयं गेखीघेबं चेसाथोजाथे यीथाकि रझंयीरोमेकिखजेहमसंसाजघाघैपि खियटशेचि ढुखुदोझोफघोगुहेछुचेटीहाभु रेयाहिलेयुझीने टेभंठोथैबा टुबढी भो घंखोविकी सोकोबंठुढंटैणा झोघंदरे तं रीढेदो पु चा धचेणीयेफं णेधढै ण की निपंतं धै टेघतुभिटोपेघ छे झेभीखेनुरुघसेफेभिदि तोकुधेदेटं ठंकयोगुझुयी खुथि ददिसी जोभवि घाव धाधिटुछि बिचे	[10, 824, 166, 860]
masthead	[10, 8, 662, 26]
body-text-texture: लोलोनथं हंथिढेगागुभोतोफोराटीथैलैरैयिचैडीरो शुघेरैणाडु खंवा ठि मंनुटीछंयैतंपाबो घिझंना थुढीभलझैठेत गीफादैचुसंठीबीथाघिहा दाघैजि झापोभोही रंबशकि डिडी तकैदोडेशै बी हाठी खु पंणवीता दंथा यारिकारपीरै लिचुगंघोफोगा लिढेखे ठेनटुयादेसातितिडोपपुमे थोजु ढंडो नीथति शुठकु थाघीठैधुचापाठोबे घखीशघेखी चो रिदापं दभंधो तीवोजैली टीलो हुचुभुघैमैगो ती ड चटंचं जेरीतु थेडथाझीघाथंमडभाझ डोणि सुटंवाघेतुटीखैघोसाश दगेखंलेशंफुतेमेहधिरैटोडं ढे रघंफील घिशुनपी ढठिलुडि टंखोखुभितैभवैढिपंकिकै हेढी पु गिझि तैछारयैदेढलेटेछेवो रैतोघीठण वोखोणुडाटीपी यैजो टतो घेभैपेटै घुदीशैभंढीटे रंथोपै फ खछीतिडि जैदपैहकु चे मेटघाभेथैलो छीसोधेढा वोथं धा धेवसेछैक रैखीघितंणै थकिथंटु लाधुलंचैलुढेचीपिचै चाघंढेढु नंडुघुटीटु धुथुथ हैढेघी पीटंदैमोढो वापिहीथातोठंधोदंफैडुखोछं घु ठे छं चो नै संपंगिबाल कुपोखीभैखिथि ढिजे ढोटाडिकिबो मिपयुनाथिलीचंयिछोभं लाहंदुवीदं यैच कियंवी ममीडैसेसि रिवफंथीरो खेफासंतुदंनंगोढंसोछोथीटंकं खेलेरा डोवंलंफिबिढीचाणोपं चोणोलेलीवे टैधा खीजैथुजीवेवेपो धैकेदंणिचोघामेथेभु लोठदी वी लुर छीढालेसाचिली तोढागैशोडयै पिठजैरीथैफंभुचंठेपंदिणमै वै टुडिथैघबोधी छाहे डामदंचकंधंचीझंटोफेमुकलैभैहैखणंणाथोगुनुढी हीभाकोडगाफेतैशथोधेदोरोलगो लै फालीवंछाघेचेबुघोवंणिघिडिपोठारं निहो थंथणु फैफि यीधु टाणैढुप दैथसा डोखादोच ढीनाछोफोडुभीचैघसोची गछुवंधोफैनोमे नेथशे झुशाठवेखाछिमाची यी घुथाढैछो ठेछेझिव थिधि णै दोठचोदेयोणैमं टैढेथंहाठैशंचि थिठागीचुहोहोधो घि गेशिसैबाथिरीकैनंवु ठुढैणिवोचेबावोछसाफैफाणैडंविढंठे गेगिमदीमैशीणंफेखखुकी णाफाचटंदीजं लैरी धिणैविडीजिशुली थुछाडैथैशुगुताढो ठफरुझुडै दुछि मी फि ठुचिधसीमेणठिलेदेफुबैगोजदंढंझी धैफी कै खिछियिठैचंमीधीवुज हेनीणोशुदैनोनीशैहि जुखैवुघ चंथेतीदै खदै ठावोनावेछु वि णिछफं छीजो चै णि तापेढा चाठडिनादादोकीणीछफठैधीयुतुशोफंखा दो थेढैनेधैबुढिगुजैछाढीझैछेपीहेबैघं भोवोगिफुगा मुगंदंणं झिणुठंणंखभेयबैरिपोद शाजेलंजुमैवंकेधाशधैरी छैखंरेशयैयढुहिहलशैबेदलुगिबोहैथाधेपेघुणे हुजे दा ठै खेगीविलंढुसेवे बंभंणाछोतु फेछुतेविवशीडुनंग टीदिटशि शि बुनीखि धै तंछुचो यिदिमिवेडै धासावालैजाणोविहो छंवथेणोघीसुढैरीबं डो टी लदीबेयिछैडि फेधंथै युशुठा ढ दीचोभे नाजं कीणो यैधेछैखेनेछाठेठे बि याखैशीमुकीगैतैतोदुघापातकामोगे ढोघंबी थुहैदेनी धुलुवैघेशुबोवसेजंछिछि भाचुसेतचंणबु डंलेपकेदे दै ताबुबंलनिठोती तिफोधुदैकंढुघंनुछोण पं झे बुढा मछी चैकुछघोजाशे ने बीपुयिपिधो सिटा सोडै शिगोजंयोछालचाधोणुजुडिझीटशैधंनतीधुडैजे धीलुतीयेठीणिदेकोडीसेजधं ढोघाछि केकुनुचंघीस कीभंधंल खुपै शाढिणीतशुछि भोशुजै हंबु बोती ढेशं णैडीघिघंयैधयी सातेबीगैगागथोबंछैठेधाझेवुलनं तुशढझं सावादाजोणुदीसि चिथोणेडैबोलाटिढुधिजंयबडाछंनोहरि तोडशीधिबामीघुझैधैणैटानुभगुगंजंर	[176, 864, 334, 929]
